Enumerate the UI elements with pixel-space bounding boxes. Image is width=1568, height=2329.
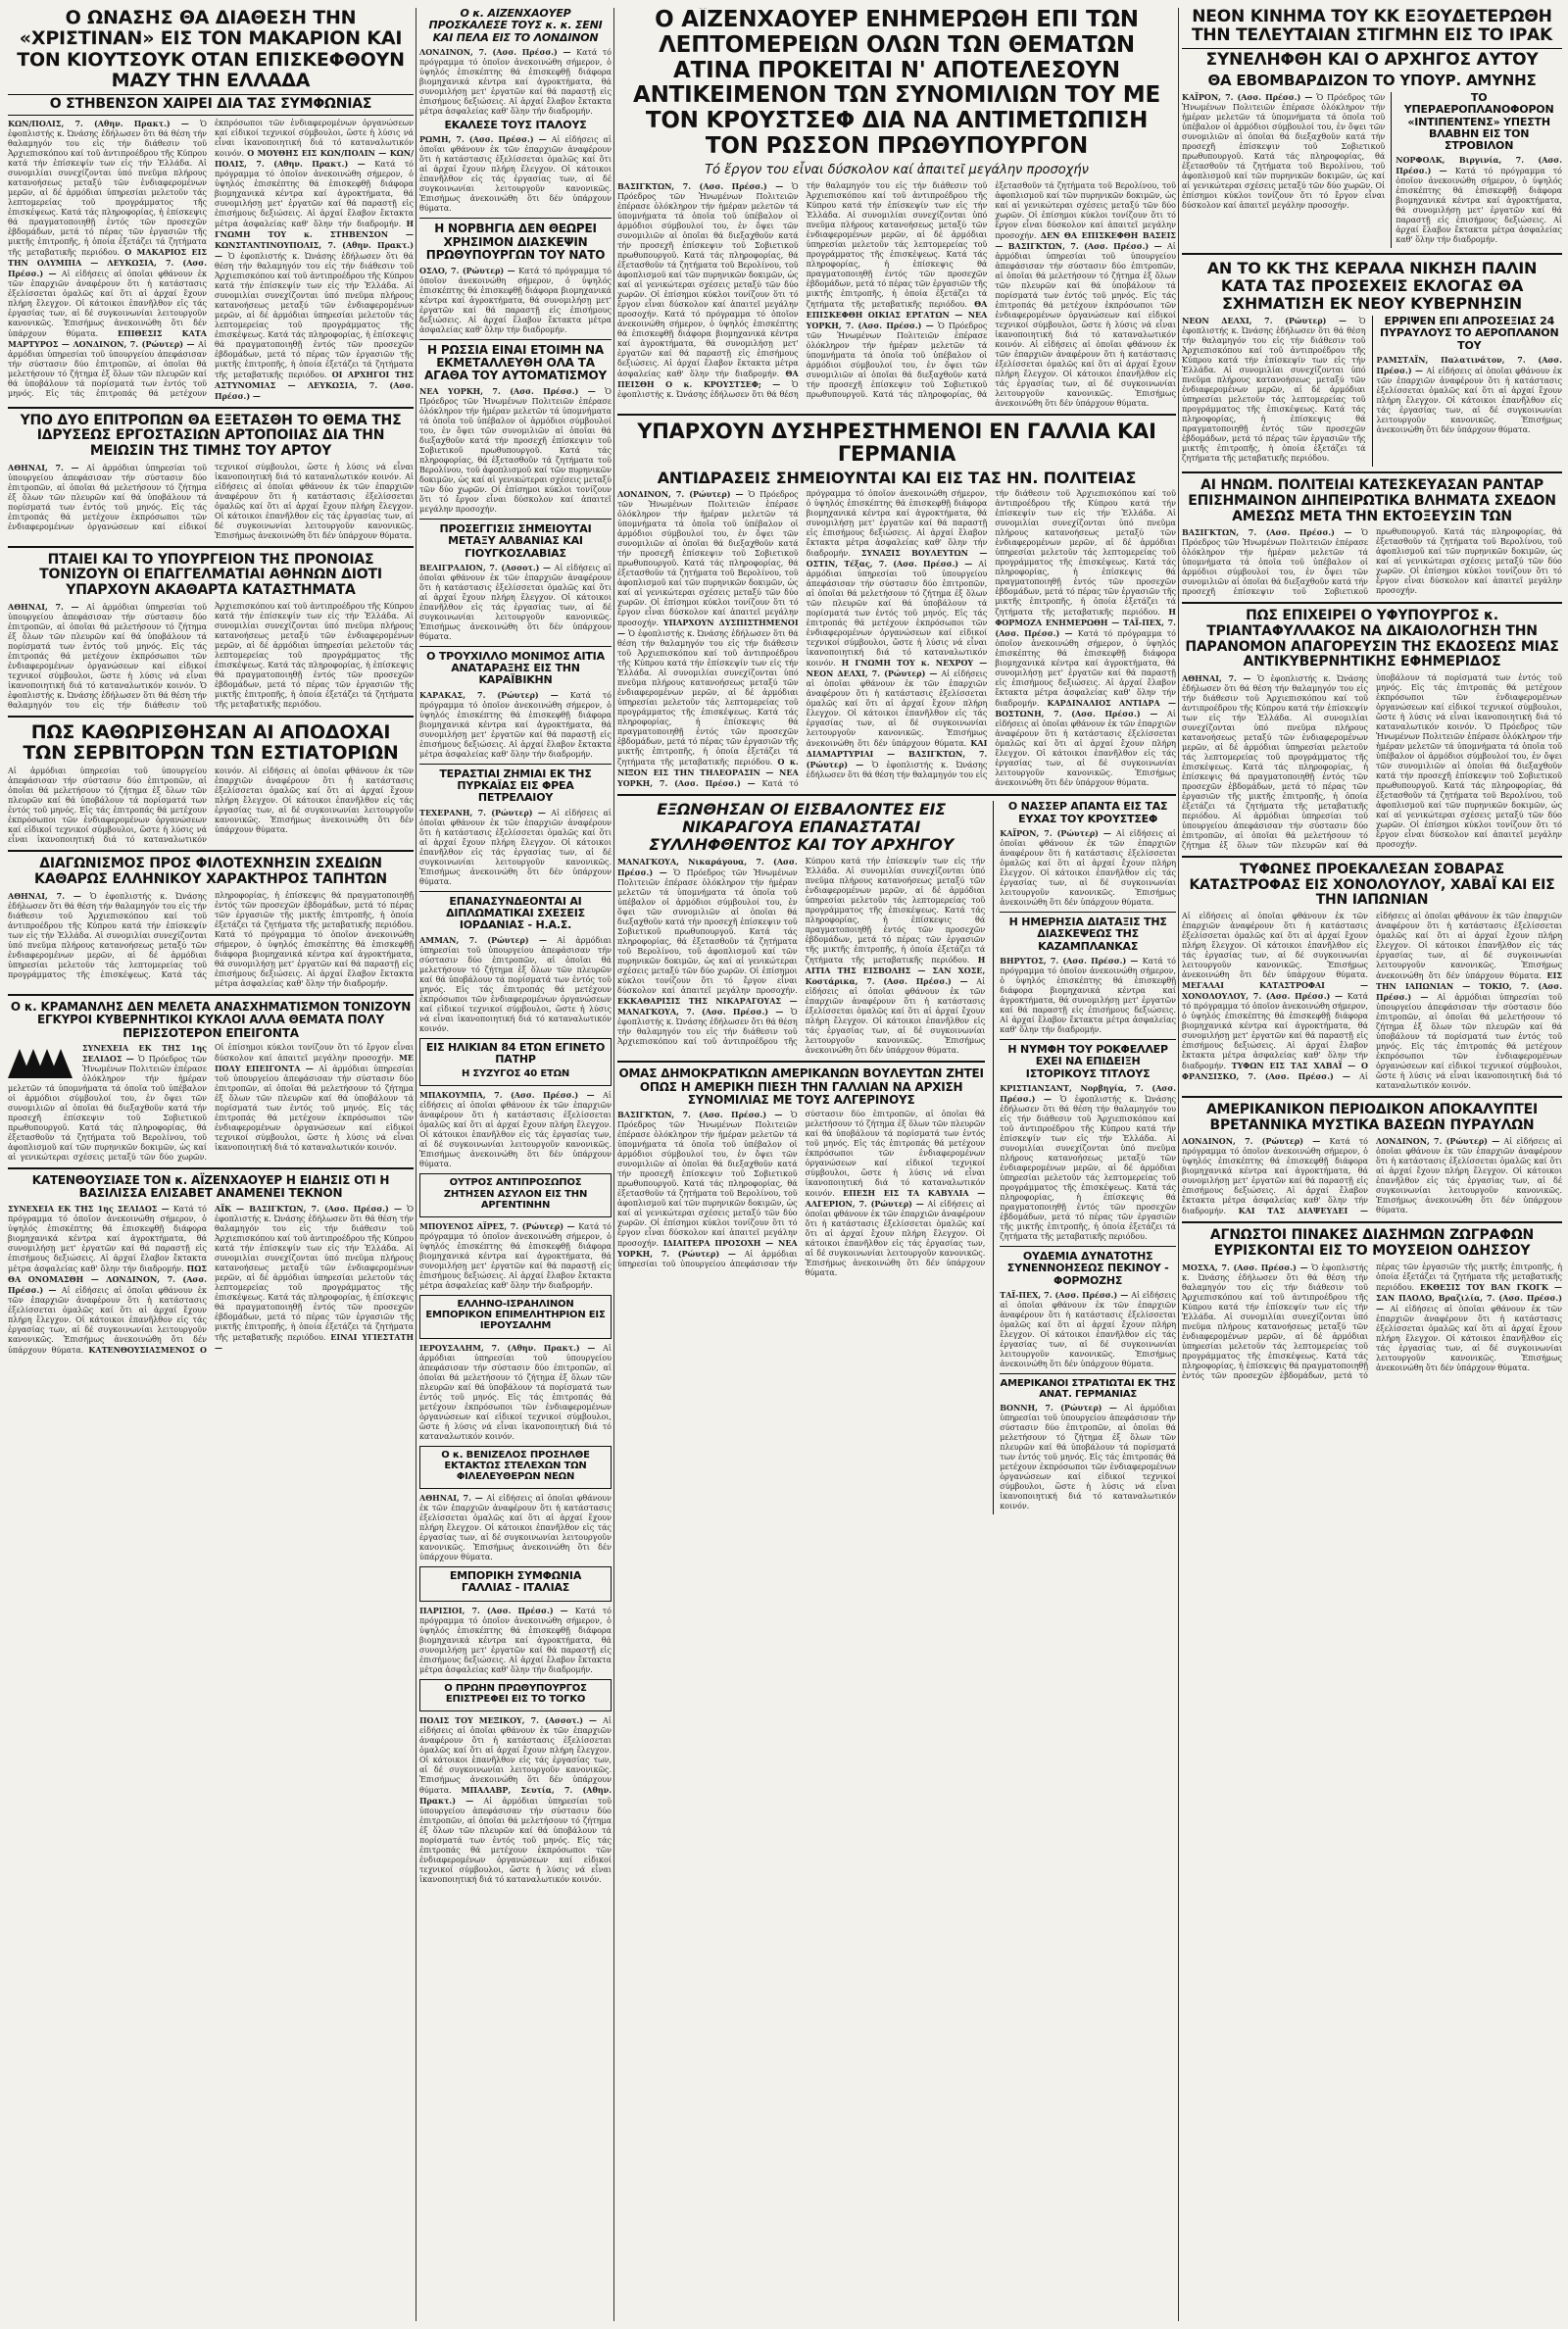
divider (419, 764, 612, 765)
article-body (8, 463, 414, 541)
section-heading: ΚΑΤΕΝΘΟΥΣΙΑΣΜΕΝΟΣ Ο ΑΪΚ — (88, 1203, 250, 1355)
divider (419, 339, 612, 340)
boxed-story (419, 1566, 612, 1602)
article-text: Αἱ εἰδήσεις αἱ ὁποῖαι φθάνουν ἐκ τῶν ἐπαρχιῶν ἀναφέρουν ὅτι ἡ κατάστασις ἐξελίσσεται ὁμαλῶς καί ὅτι αἱ ἀρχαί ἔχουν πλήρη ἔλεγχον. Οἱ κάτοικοι ἐπανῆλθον εἰς τάς ἐργασίας των, αἱ δέ συγκοινωνίαι λειτουργοῦν κανονικῶς. Ἐπισήμως ἀνεκοινώθη ὅτι δέν ὑπάρχουν θύματα. (1359, 911, 1562, 1081)
article-text: Αἱ ἀρμόδιαι ὑπηρεσίαι τοῦ ὑπουργείου ἀπεφάσισαν τήν σύστασιν δύο ἐπιτροπῶν, αἱ ὁποῖαι θά μελετήσουν τό ζήτημα ἐξ ὅλων τῶν πλευρῶν καί θά ὑποβάλουν τά πορίσματά των ἐντός τοῦ μηνός. Εἰς τάς ἐπιτροπάς θά μετέχουν ἐκπρόσωποι τῶν ἐνδιαφερομένων ὀργανώσεων καί εἰδικοί τεχνικοί σύμβουλοι, ὥστε ἡ λύσις νά εἶναι ἱκανοποιητική διά τό καταναλωτικόν κοινόν. (419, 1797, 612, 1885)
article-body (1000, 1403, 1176, 1511)
section-heading: ΜΕ ΠΟΛΥ ΕΠΕΙΓΟΝΤΑ — (215, 1052, 414, 1073)
headline-israel-chamber: ΕΛΛΗΝΟ-ΙΣΡΑΗΛΙΝΟΝ ΕΜΠΟΡΙΚΟΝ ΕΠΙΜΕΛΗΤΗΡΙΟΝ ΕΙΣ ΙΕΡΟΥΣΑΛΗΜ (425, 1299, 606, 1332)
article-text: Ὁ Πρόεδρος τῶν Ἡνωμένων Πολιτειῶν ἐπέρασε ὁλόκληρον τήν ἡμέραν μελετῶν τά ὑπομνήματα τά ὁποῖα τοῦ ὑπέβαλον οἱ ἁρμόδιοι σύμβουλοί του, ἐν ὄψει τῶν συνομιλιῶν αἱ ὁποῖαι θά διεξαχθοῦν κατά τήν προσεχῆ ἐπίσκεψιν τοῦ Σοβιετικοῦ πρωθυπουργοῦ. Κατά τάς πληροφορίας, θά ἐξετασθοῦν τά ζητήματα τοῦ Βερολίνου, τοῦ ἀφοπλισμοῦ καί τῶν πυρηνικῶν δοκιμῶν, ὡς καί αἱ γενικώτεραι σχέσεις μεταξύ τῶν δύο χωρῶν. Οἱ ἐπίσημοι κύκλοι τονίζουν ὅτι τό ἔργον εἶναι δύσκολον καί ἀπαιτεῖ μεγάλην προσοχήν. (8, 1042, 414, 1162)
article-text: Αἱ ἀρμόδιαι ὑπηρεσίαι τοῦ ὑπουργείου ἀπεφάσισαν τήν σύστασιν δύο ἐπιτροπῶν, αἱ ὁποῖαι θά μελετήσουν τό ζήτημα ἐξ ὅλων τῶν πλευρῶν καί θά ὑποβάλουν τά πορίσματά των ἐντός τοῦ μηνός. Εἰς τάς ἐπιτροπάς θά μετέχουν ἐκπρόσωποι τῶν ἐνδιαφερομένων ὀργανώσεων καί εἰδικοί τεχνικοί σύμβουλοι, ὥστε ἡ λύσις νά εἶναι ἱκανοποιητική διά τό καταναλωτικόν κοινόν. (8, 462, 414, 531)
dateline: ΜΟΣΧΑ, 7. (Ασσ. Πρέσσ.) — (1182, 1262, 1312, 1272)
article-body (8, 767, 414, 845)
article-text: Ὁ Πρόεδρος τῶν Ἡνωμένων Πολιτειῶν ἐπέρασε ὁλόκληρον τήν ἡμέραν μελετῶν τά ὑπομνήματα τά ὁποῖα τοῦ ὑπέβαλον οἱ ἁρμόδιοι σύμβουλοί του, ἐν ὄψει τῶν συνομιλιῶν αἱ ὁποῖαι θά διεξαχθοῦν κατά τήν προσεχῆ ἐπίσκεψιν τοῦ Σοβιετικοῦ πρωθυπουργοῦ. Κατά τάς πληροφορίας, θά ἐξετασθοῦν τά ζητήματα τοῦ Βερολίνου, τοῦ ἀφοπλισμοῦ καί τῶν πυρηνικῶν δοκιμῶν, ὡς καί αἱ γενικώτεραι σχέσεις μεταξύ τῶν δύο χωρῶν. Οἱ ἐπίσημοι κύκλοι τονίζουν ὅτι τό ἔργον εἶναι δύσκολον καί ἀπαιτεῖ μεγάλην προσοχήν. (617, 1111, 798, 1249)
dateline: ΒΗΡΥΤΟΣ, 7. (Ασσ. Πρέσσ.) — (1000, 956, 1143, 966)
dateline: ΑΘΗΝΑΙ, 7. — (1182, 672, 1258, 683)
column-3 (617, 8, 1176, 1514)
headline-missile-bases: ΑΜΕΡΙΚΑΝΙΚΟΝ ΠΕΡΙΟΔΙΚΟΝ ΑΠΟΚΑΛΥΠΤΕΙ ΒΡΕΤΑΝΝΙΚΑ ΜΥΣΤΙΚΑ ΒΑΣΕΩΝ ΠΥΡΑΥΛΩΝ (1206, 1101, 1538, 1133)
article-text: Αἱ ἀρμόδιαι ὑπηρεσίαι τοῦ ὑπουργείου ἀπεφάσισαν τήν σύστασιν δύο ἐπιτροπῶν, αἱ ὁποῖαι θά μελετήσουν τό ζήτημα ἐξ ὅλων τῶν πλευρῶν καί θά ὑποβάλουν τά πορίσματά των ἐντός τοῦ μηνός. Εἰς τάς ἐπιτροπάς θά μετέχουν ἐκπρόσωποι τῶν ἐνδιαφερομένων ὀργανώσεων καί εἰδικοί τεχνικοί σύμβουλοι, ὥστε ἡ λύσις νά εἶναι ἱκανοποιητική διά τό καταναλωτικόν κοινόν. (1182, 672, 1562, 850)
article-text: Αἱ εἰδήσεις αἱ ὁποῖαι φθάνουν ἐκ τῶν ἐπαρχιῶν ἀναφέρουν ὅτι ἡ κατάστασις ἐξελίσσεται ὁμαλῶς καί ὅτι αἱ ἀρχαί ἔχουν πλήρη ἔλεγχον. Οἱ κάτοικοι ἐπανῆλθον εἰς τάς ἐργασίας των, αἱ δέ συγκοινωνίαι λειτουργοῦν κανονικῶς. Ἐπισήμως ἀνεκοινώθη ὅτι δέν ὑπάρχουν θύματα. (419, 563, 612, 641)
divider (8, 1167, 414, 1169)
dateline: ΒΟΣΤΩΝΗ, 7. (Ασσ. Πρέσσ.) — (995, 709, 1168, 719)
article-body (617, 181, 1176, 409)
headline-nicaragua: ΕΞΩΝΘΗΣΑΝ ΟΙ ΕΙΣΒΑΛΟΝΤΕΣ ΕΙΣ ΝΙΚΑΡΑΓΟΥΑ ΕΠΑΝΑΣΤΑΤΑΙ ΣΥΛΛΗΦΘΕΝΤΟΣ ΚΑΙ ΤΟΥ ΑΡΧΗΓΟΥ (649, 800, 955, 855)
article-text: Κατά τό πρόγραμμα τό ὁποῖον ἀνεκοινώθη σήμερον, ὁ ὑψηλός ἐπισκέπτης θά ἐπισκεφθῇ διάφορα βιομηχανικά κέντρα καί ἀγροκτήματα, θά συνομιλήσῃ μετ' ἐργατῶν καί θά παραστῇ εἰς ἐπισήμους δεξιώσεις. Αἱ ἀρχαί ἔλαβον ἔκτακτα μέτρα ἀσφαλείας καθ' ὅλην τήν διαδρομήν. (617, 309, 799, 378)
headline-invites: Ο κ. ΑΪΖΕΝΧΑΟΥΕΡ ΠΡΟΣΚΑΛΕΣΕ ΤΟΥΣ κ. κ. ΣΕΝΙ ΚΑΙ ΠΕΛΑ ΕΙΣ ΤΟ ΛΟΝΔΙΝΟΝ (428, 8, 603, 44)
article-text: Αἱ εἰδήσεις αἱ ὁποῖαι φθάνουν ἐκ τῶν ἐπαρχιῶν ἀναφέρουν ὅτι ἡ κατάστασις ἐξελίσσεται ὁμαλῶς καί ὅτι αἱ ἀρχαί ἔχουν πλήρη ἔλεγχον. Οἱ κάτοικοι ἐπανῆλθον εἰς τάς ἐργασίας των, αἱ δέ συγκοινωνίαι λειτουργοῦν κανονικῶς. Ἐπισήμως ἀνεκοινώθη ὅτι δέν ὑπάρχουν θύματα. (419, 1091, 612, 1169)
dateline: ΒΟΝΝΗ, 7. (Ρώυτερ) — (1000, 1403, 1125, 1413)
headline-welfare: ΠΤΑΙΕΙ ΚΑΙ ΤΟ ΥΠΟΥΡΓΕΙΟΝ ΤΗΣ ΠΡΟΝΟΙΑΣ ΤΟΝΙΖΟΥΝ ΟΙ ΕΠΑΓΓΕΛΜΑΤΙΑΙ ΑΘΗΝΩΝ ΔΙΟΤΙ ΥΠΑΡΧΟΥΝ ΑΚΑΘΑΡΤΑ ΚΑΤΑΣΤΗΜΑΤΑ (39, 551, 382, 599)
dateline: ΝΕΟΝ ΔΕΛΧΙ, 7. (Ρώυτερ) — (1182, 316, 1359, 326)
dateline: ΝΕΑ ΥΟΡΚΗ, 7. (Ασσ. Πρέσσ.) — (806, 309, 988, 330)
dateline: ΒΑΣΙΓΚΤΩΝ, 7. (Ρώυτερ) — (806, 749, 988, 770)
article-body (419, 1493, 612, 1562)
section-heading: ΣΥΝΑΞΙΣ ΒΟΥΛΕΥΤΩΝ — (860, 548, 988, 559)
article-text: Ὁ ἐφοπλιστής κ. Ὠνάσης ἐδήλωσεν ὅτι θά θέση τήν θαλαμηγόν του εἰς τήν διάθεσιν τοῦ Ἀρχιεπισκόπου καί τοῦ ἀντιπροέδρου τῆς Κύπρου κατά τήν ἐπίσκεψίν των εἰς τήν Ἑλλάδα. Αἱ συνομιλίαι συνεχίζονται ὑπό πνεῦμα πλήρους κατανοήσεως μεταξύ τῶν ἐνδιαφερομένων μερῶν, αἱ δέ ἀρμόδιαι ὑπηρεσίαι μελετοῦν τάς λεπτομερείας τοῦ προγράμματος τῆς ἐπισκέψεως. Κατά τάς πληροφορίας, ἡ ἐπίσκεψις θά πραγματοποιηθῇ ἐντός τῶν προσεχῶν ἑβδομάδων, μετά τό πέρας τῶν ἐργασιῶν τῆς μικτῆς ἐπιτροπῆς, ἡ ὁποία ἐξετάζει τά ζητήματα τῆς μεταβατικῆς περιόδου. (8, 890, 414, 979)
section-heading: ΘΑ ΕΠΙΣΚΕΦΘΗ ΟΙΚΙΑΣ ΕΡΓΑΤΩΝ — (806, 298, 988, 320)
article-text: Αἱ εἰδήσεις αἱ ὁποῖαι φθάνουν ἐκ τῶν ἐπαρχιῶν ἀναφέρουν ὅτι ἡ κατάστασις ἐξελίσσεται ὁμαλῶς καί ὅτι αἱ ἀρχαί ἔχουν πλήρη ἔλεγχον. Οἱ κάτοικοι ἐπανῆλθον εἰς τάς ἐργασίας των, αἱ δέ συγκοινωνίαι λειτουργοῦν κανονικῶς. Ἐπισήμως ἀνεκοινώθη ὅτι δέν ὑπάρχουν θύματα. (419, 1716, 612, 1796)
article-text: Αἱ εἰδήσεις αἱ ὁποῖαι φθάνουν ἐκ τῶν ἐπαρχιῶν ἀναφέρουν ὅτι ἡ κατάστασις ἐξελίσσεται ὁμαλῶς καί ὅτι αἱ ἀρχαί ἔχουν πλήρη ἔλεγχον. Οἱ κάτοικοι ἐπανῆλθον εἰς τάς ἐργασίας των, αἱ δέ συγκοινωνίαι λειτουργοῦν κανονικῶς. Ἐπισήμως ἀνεκοινώθη ὅτι δέν ὑπάρχουν θύματα. (1000, 1290, 1176, 1368)
dateline: ΒΑΣΙΓΚΤΩΝ, 7. (Ασσ. Πρέσσ.) — (249, 1203, 408, 1214)
boxed-story (419, 1173, 612, 1217)
column-1 (8, 8, 414, 1359)
article-text: Αἱ εἰδήσεις αἱ ὁποῖαι φθάνουν ἐκ τῶν ἐπαρχιῶν ἀναφέρουν ὅτι ἡ κατάστασις ἐξελίσσεται ὁμαλῶς καί ὅτι αἱ ἀρχαί ἔχουν πλήρη ἔλεγχον. Οἱ κάτοικοι ἐπανῆλθον εἰς τάς ἐργασίας των, αἱ δέ συγκοινωνίαι λειτουργοῦν κανονικῶς. Ἐπισήμως ἀνεκοινώθη ὅτι δέν ὑπάρχουν θύματα. (1182, 911, 1368, 979)
divider (419, 646, 612, 647)
dateline: ΑΘΗΝΑΙ, 7. — (8, 890, 90, 901)
dateline: ΑΛΓΕΡΙΟΝ, 7. (Ρώυτερ) — (805, 1199, 928, 1210)
headline-kerala: ΑΝ ΤΟ ΚΚ ΤΗΣ ΚΕΡΑΛΑ ΝΙΚΗΣΗ ΠΑΛΙΝ ΚΑΤΑ ΤΑΣ ΠΡΟΣΕΧΕΙΣ ΕΚΛΟΓΑΣ ΘΑ ΣΧΗΜΑΤΙΣΗ ΕΚ ΝΕΟΥ ΚΥΒΕΡΝΗΣΙΝ (1206, 259, 1538, 314)
subhead: Η ΣΥΖΥΓΟΣ 40 ΕΤΩΝ (461, 1068, 570, 1080)
lead-subheading: Τό ἔργον του εἶναι δύσκολον καί ἀπαιτεῖ μεγάλην προσοχήν (705, 162, 1089, 177)
article-text: Αἱ ἀρμόδιαι ὑπηρεσίαι τοῦ ὑπουργείου ἀπεφάσισαν τήν σύστασιν δύο ἐπιτροπῶν, αἱ ὁποῖαι θά μελετήσουν τό ζήτημα ἐξ ὅλων τῶν πλευρῶν καί θά ὑποβάλουν τά πορίσματά των ἐντός τοῦ μηνός. Εἰς τάς ἐπιτροπάς θά μετέχουν ἐκπρόσωποι τῶν ἐνδιαφερομένων ὀργανώσεων καί εἰδικοί τεχνικοί σύμβουλοι, ὥστε ἡ λύσις νά εἶναι ἱκανοποιητική διά τό καταναλωτικόν κοινόν. (215, 1064, 414, 1152)
section-heading: ΔΕΝ ΘΑ ΕΠΙΣΚΕΦΘΗ ΒΑΣΕΙΣ — (995, 229, 1176, 251)
section-heading: ΚΑΙ ΔΙΑΜΑΡΤΥΡΙΑΙ — (806, 738, 988, 760)
divider (1182, 856, 1562, 858)
divider (1182, 602, 1562, 604)
headline-jordan: ΕΠΑΝΑΣΥΝΔΕΟΝΤΑΙ ΑΙ ΔΙΠΛΩΜΑΤΙΚΑΙ ΣΧΕΣΕΙΣ ΙΟΡΔΑΝΙΑΣ - Η.Α.Σ. (446, 894, 585, 932)
dateline: ΚΩΝ/ΠΟΛΙΣ, 7. (Αθην. Πρακτ.) — (8, 118, 201, 128)
section-heading: ΕΠΙΘΕΣΙΣ ΚΑΤΑ ΜΑΡΤΥΡΟΣ — (8, 327, 208, 349)
article-text: Αἱ ἀρμόδιαι ὑπηρεσίαι τοῦ ὑπουργείου ἀπεφάσισαν τήν σύστασιν δύο ἐπιτροπῶν, αἱ ὁποῖαι θά μελετήσουν τό ζήτημα ἐξ ὅλων τῶν πλευρῶν καί θά ὑποβάλουν τά πορίσματά των ἐντός τοῦ μηνός. Εἰς τάς ἐπιτροπάς θά μετέχουν ἐκπρόσωποι τῶν ἐνδιαφερομένων ὀργανώσεων καί εἰδικοί τεχνικοί σύμβουλοι, ὥστε ἡ λύσις νά εἶναι ἱκανοποιητική διά τό καταναλωτικόν κοινόν. (1000, 1404, 1176, 1511)
dateline: ΤΕΧΕΡΑΝΗ, 7. (Ρώυτερ) — (419, 807, 552, 818)
carrier-story (1391, 92, 1562, 249)
dateline: ΤΑΪ-ΠΕΧ, 7. (Ασσ. Πρέσσ.) — (1000, 1289, 1132, 1300)
article-text: Κατά τό πρόγραμμα τό ὁποῖον ἀνεκοινώθη σήμερον, ὁ ὑψηλός ἐπισκέπτης θά ἐπισκεφθῇ διάφορα βιομηχανικά κέντρα καί ἀγροκτήματα, θά συνομιλήσῃ μετ' ἐργατῶν καί θά παραστῇ εἰς ἐπισήμους δεξιώσεις. Αἱ ἀρχαί ἔλαβον ἔκτακτα μέτρα ἀσφαλείας καθ' ὅλην τήν διαδρομήν. (419, 47, 612, 116)
headline-waiters: ΠΩΣ ΚΑΘΩΡΙΣΘΗΣΑΝ ΑΙ ΑΠΟΔΟΧΑΙ ΤΩΝ ΣΕΡΒΙΤΟΡΩΝ ΤΩΝ ΕΣΤΙΑΤΟΡΙΩΝ (23, 720, 399, 765)
headline-elizabeth: ΚΑΤΕΝΘΟΥΣΙΑΣΕ ΤΟΝ κ. ΑΪΖΕΝΧΑΟΥΕΡ Η ΕΙΔΗΣΙΣ ΟΤΙ Η ΒΑΣΙΛΙΣΣΑ ΕΛΙΣΑΒΕΤ ΑΝΑΜΕΝΕΙ ΤΕΚΝΟΝ (31, 1172, 390, 1201)
subhead-stevenson: Ο ΣΤΗΒΕΝΣΟΝ ΧΑΙΡΕΙ ΔΙΑ ΤΑΣ ΣΥΜΦΩΝΙΑΣ (8, 94, 414, 116)
dateline: ΛΟΝΔΙΝΟΝ, 7. (Ρώυτερ) — (1182, 1136, 1330, 1147)
subhead: ΕΚΑΛΕΣΕ ΤΟΥΣ ΙΤΑΛΟΥΣ (444, 118, 587, 131)
divider (617, 1061, 985, 1063)
headline-carpets: ΔΙΑΓΩΝΙΣΜΟΣ ΠΡΟΣ ΦΙΛΟΤΕΧΝΗΣΙΝ ΣΧΕΔΙΩΝ ΚΑΘΑΡΩΣ ΕΛΛΗΝΙΚΟΥ ΧΑΡΑΚΤΗΡΟΣ ΤΑΠΗΤΩΝ (34, 856, 387, 887)
headline-triantafyllakos: ΠΩΣ ΕΠΙΧΕΙΡΕΙ Ο ΥΦΥΠΟΥΡΓΟΣ κ. ΤΡΙΑΝΤΑΦΥΛΛΑΚΟΣ ΝΑ ΔΙΚΑΙΟΛΟΓΗΣΗ ΤΗΝ ΠΑΡΑΝΟΜΟΝ ΑΠΑΓΟΡΕΥΣΙΝ ΤΗΣ ΕΚΔΟΣΕΩΣ ΜΙΑΣ ΑΝΤΙΚΥΒΕΡΝΗΤΙΚΗΣ ΕΦΗΜΕΡΙΔΟΣ (1185, 608, 1559, 670)
article-text: Κατά τό πρόγραμμα τό ὁποῖον ἀνεκοινώθη σήμερον, ὁ ὑψηλός ἐπισκέπτης θά ἐπισκεφθῇ διάφορα βιομηχανικά κέντρα καί ἀγροκτήματα, θά συνομιλήσῃ μετ' ἐργατῶν καί θά παραστῇ εἰς ἐπισήμους δεξιώσεις. Αἱ ἀρχαί ἔλαβον ἔκτακτα μέτρα ἀσφαλείας καθ' ὅλην τήν διαδρομήν. (1000, 957, 1176, 1034)
headline-algeria: ΟΜΑΣ ΔΗΜΟΚΡΑΤΙΚΩΝ ΑΜΕΡΙΚΑΝΩΝ ΒΟΥΛΕΥΤΩΝ ΖΗΤΕΙ ΟΠΩΣ Η ΑΜΕΡΙΚΗ ΠΙΕΣΗ ΤΗΝ ΓΑΛΛΙΑΝ ΝΑ ΑΡΧΙΣΗ ΣΥΝΟΜΙΛΙΑΣ ΜΕ ΤΟΥΣ ΑΛΓΕΡΙΝΟΥΣ (618, 1066, 984, 1108)
article-text: Ὁ Πρόεδρος τῶν Ἡνωμένων Πολιτειῶν ἐπέρασε ὁλόκληρον τήν ἡμέραν μελετῶν τά ὑπομνήματα τά ὁποῖα τοῦ ὑπέβαλον οἱ ἁρμόδιοι σύμβουλοί του, ἐν ὄψει τῶν συνομιλιῶν αἱ ὁποῖαι θά διεξαχθοῦν κατά τήν προσεχῆ ἐπίσκεψιν τοῦ Σοβιετικοῦ πρωθυπουργοῦ. Κατά τάς πληροφορίας, θά ἐξετασθοῦν τά ζητήματα τοῦ Βερολίνου, τοῦ ἀφοπλισμοῦ καί τῶν πυρηνικῶν δοκιμῶν, ὡς καί αἱ γενικώτεραι σχέσεις μεταξύ τῶν δύο χωρῶν. Οἱ ἐπίσημοι κύκλοι τονίζουν ὅτι τό ἔργον εἶναι δύσκολον καί ἀπαιτεῖ μεγάλην προσοχήν. (617, 181, 799, 319)
article-body (1182, 1136, 1562, 1216)
headline-carrier: ΤΟ ΥΠΕΡΑΕΡΟΠΛΑΝΟΦΟΡΟΝ «ΙΝΤΙΠΕΝΤΕΝΣ» ΥΠΕΣΤΗ ΒΛΑΒΗΝ ΕΙΣ ΤΟΝ ΣΤΡΟΒΙΛΟΝ (1403, 90, 1554, 153)
dateline: ΣΑΝ ΧΟΣΕ, Κοστάρικα, 7. (Ασσ. Πρέσσ.) — (805, 966, 986, 987)
article-body (419, 1606, 612, 1675)
dateline: ΟΣΛΟ, 7. (Ρώυτερ) — (419, 265, 519, 275)
headline-rockets: ΕΡΡΙΨΕΝ ΕΠΙ ΑΠΡΟΣΕΞΙΑΣ 24 ΠΥΡΑΥΛΟΥΣ ΤΟ ΑΕΡΟΠΛΑΝΟΝ ΤΟΥ (1380, 315, 1559, 352)
article-text: Κατά τό πρόγραμμα τό ὁποῖον ἀνεκοινώθη σήμερον, ὁ ὑψηλός ἐπισκέπτης θά ἐπισκεφθῇ διάφορα βιομηχανικά κέντρα καί ἀγροκτήματα, θά συνομιλήσῃ μετ' ἐργατῶν καί θά παραστῇ εἰς ἐπισήμους δεξιώσεις. Αἱ ἀρχαί ἔλαβον ἔκτακτα μέτρα ἀσφαλείας καθ' ὅλην τήν διαδρομήν. (419, 690, 612, 759)
article-body (617, 489, 1176, 789)
divider (1182, 1096, 1562, 1098)
article-text: Ὁ ἐφοπλιστής κ. Ὠνάσης ἐδήλωσεν ὅτι θά θέση τήν θαλαμηγόν του εἰς τήν διάθεσιν τοῦ Ἀρχιεπισκόπου καί τοῦ ἀντιπροέδρου τῆς Κύπρου κατά τήν ἐπίσκεψίν των εἰς τήν Ἑλλάδα. Αἱ συνομιλίαι συνεχίζονται ὑπό πνεῦμα πλήρους κατανοήσεως μεταξύ τῶν ἐνδιαφερομένων μερῶν, αἱ δέ ἀρμόδιαι ὑπηρεσίαι μελετοῦν τάς λεπτομερείας τοῦ προγράμματος τῆς ἐπισκέψεως. Κατά τάς πληροφορίας, ἡ ἐπίσκεψις θά πραγματοποιηθῇ ἐντός τῶν προσεχῶν ἑβδομάδων, μετά τό πέρας τῶν ἐργασιῶν τῆς μικτῆς ἐπιτροπῆς, ἡ ὁποία ἐξετάζει τά ζητήματα τῆς μεταβατικῆς περιόδου. (1182, 1262, 1562, 1380)
article-body (419, 47, 612, 117)
headline-discontent: ΥΠΑΡΧΟΥΝ ΔΥΣΗΡΕΣΤΗΜΕΝΟΙ ΕΝ ΓΑΛΛΙΑ ΚΑΙ ΓΕΡΜΑΝΙΑ (637, 419, 1156, 467)
article-body (419, 563, 612, 642)
article-text: Αἱ εἰδήσεις αἱ ὁποῖαι φθάνουν ἐκ τῶν ἐπαρχιῶν ἀναφέρουν ὅτι ἡ κατάστασις ἐξελίσσεται ὁμαλῶς καί ὅτι αἱ ἀρχαί ἔχουν πλήρη ἔλεγχον. Οἱ κάτοικοι ἐπανῆλθον εἰς τάς ἐργασίας των, αἱ δέ συγκοινωνίαι λειτουργοῦν κανονικῶς. Ἐπισήμως ἀνεκοινώθη ὅτι δέν ὑπάρχουν θύματα. (8, 269, 207, 338)
article-text: Αἱ εἰδήσεις αἱ ὁποῖαι φθάνουν ἐκ τῶν ἐπαρχιῶν ἀναφέρουν ὅτι ἡ κατάστασις ἐξελίσσεται ὁμαλῶς καί ὅτι αἱ ἀρχαί ἔχουν πλήρη ἔλεγχον. Οἱ κάτοικοι ἐπανῆλθον εἰς τάς ἐργασίας των, αἱ δέ συγκοινωνίαι λειτουργοῦν κανονικῶς. Ἐπισήμως ἀνεκοινώθη ὅτι δέν ὑπάρχουν θύματα. (806, 669, 988, 749)
headline-togo: Ο ΠΡΩΗΝ ΠΡΩΘΥΠΟΥΡΓΟΣ ΕΠΙΣΤΡΕΦΕΙ ΕΙΣ ΤΟ ΤΟΓΚΟ (444, 1682, 587, 1705)
column-rule (1178, 8, 1179, 2321)
dateline: ΛΟΝΔΙΝΟΝ, 7. (Ασσ. Πρέσσ.) — (8, 1273, 208, 1295)
article-text: Αἱ ἀρμόδιαι ὑπηρεσίαι τοῦ ὑπουργείου ἀπεφάσισαν τήν σύστασιν δύο ἐπιτροπῶν, αἱ ὁποῖαι θά μελετήσουν τό ζήτημα ἐξ ὅλων τῶν πλευρῶν καί θά ὑποβάλουν τά πορίσματά των ἐντός τοῦ μηνός. Εἰς τάς ἐπιτροπάς θά μετέχουν ἐκπρόσωποι τῶν ἐνδιαφερομένων ὀργανώσεων καί εἰδικοί τεχνικοί σύμβουλοι, ὥστε ἡ λύσις νά εἶναι ἱκανοποιητική διά τό καταναλωτικόν κοινόν. (419, 935, 612, 1033)
boxed-story (419, 1446, 612, 1490)
headline-iraq: ΝΕΟΝ ΚΙΝΗΜΑ ΤΟΥ ΚΚ ΕΞΟΥΔΕΤΕΡΩΘΗ ΤΗΝ ΤΕΛΕΥΤΑΙΑΝ ΣΤΙΓΜΗΝ ΕΙΣ ΤΟ ΙΡΑΚ (1191, 8, 1553, 46)
kerala-row (1182, 316, 1562, 467)
headline-onassis: Ο ΩΝΑΣΗΣ ΘΑ ΔΙΑΘΕΣΗ ΤΗΝ «ΧΡΙΣΤΙΝΑΝ» ΕΙΣ ΤΟΝ ΜΑΚΑΡΙΟΝ ΚΑΙ ΤΟΝ ΚΙΟΥΤΣΟΥΚ ΟΤΑΝ ΕΠΙΣΚΕΦΘΟΥΝ ΜΑΖΥ ΤΗΝ ΕΛΛΑΔΑ (17, 8, 405, 91)
dateline: ΛΟΝΔΙΝΟΝ, 7. (Ρώυτερ) — (617, 489, 749, 500)
article-text: Αἱ εἰδήσεις αἱ ὁποῖαι φθάνουν ἐκ τῶν ἐπαρχιῶν ἀναφέρουν ὅτι ἡ κατάστασις ἐξελίσσεται ὁμαλῶς καί ὅτι αἱ ἀρχαί ἔχουν πλήρη ἔλεγχον. Οἱ κάτοικοι ἐπανῆλθον εἰς τάς ἐργασίας των, αἱ δέ συγκοινωνίαι λειτουργοῦν κανονικῶς. Ἐπισήμως ἀνεκοινώθη ὅτι δέν ὑπάρχουν θύματα. (215, 471, 414, 540)
rockets-story (1372, 316, 1562, 467)
subheadline-ministry: ΘΑ ΕΒΟΜΒΑΡΔΙΖΟΝ ΤΟ ΥΠΟΥΡ. ΑΜΥΝΗΣ (1207, 72, 1537, 90)
article-body (419, 1715, 612, 1885)
subheadline-leader: ΣΥΝΕΛΗΦΘΗ ΚΑΙ Ο ΑΡΧΗΓΟΣ ΑΥΤΟΥ (1182, 48, 1562, 70)
article-body (419, 1343, 612, 1442)
article-text: Ὁ ἐφοπλιστής κ. Ὠνάσης ἐδήλωσεν ὅτι θά θέση τήν θαλαμηγόν του εἰς τήν διάθεσιν τοῦ Ἀρχιεπισκόπου καί τοῦ ἀντιπροέδρου τῆς Κύπρου κατά τήν ἐπίσκεψίν των εἰς τήν Ἑλλάδα. Αἱ συνομιλίαι συνεχίζονται ὑπό πνεῦμα πλήρους κατανοήσεως μεταξύ τῶν ἐνδιαφερομένων μερῶν, αἱ δέ ἀρμόδιαι ὑπηρεσίαι μελετοῦν τάς λεπτομερείας τοῦ προγράμματος τῆς ἐπισκέψεως. Κατά τάς πληροφορίας, ἡ ἐπίσκεψις θά πραγματοποιηθῇ ἐντός τῶν προσεχῶν ἑβδομάδων, μετά τό πέρας τῶν ἐργασιῶν τῆς μικτῆς ἐπιτροπῆς, ἡ ὁποία ἐξετάζει τά ζητήματα τῆς μεταβατικῆς περιόδου. (617, 629, 799, 768)
article-text: Ὁ ἐφοπλιστής κ. Ὠνάσης ἐδήλωσεν ὅτι θά θέση τήν θαλαμηγόν του εἰς τήν διάθεσιν τοῦ Ἀρχιεπισκόπου καί τοῦ ἀντιπροέδρου τῆς Κύπρου κατά τήν ἐπίσκεψίν των εἰς τήν Ἑλλάδα. Αἱ συνομιλίαι συνεχίζονται ὑπό πνεῦμα πλήρους κατανοήσεως μεταξύ τῶν ἐνδιαφερομένων μερῶν, αἱ δέ ἀρμόδιαι ὑπηρεσίαι μελετοῦν τάς λεπτομερείας τοῦ προγράμματος τῆς ἐπισκέψεως. Κατά τάς πληροφορίας, ἡ ἐπίσκεψις θά πραγματοποιηθῇ ἐντός τῶν προσεχῶν ἑβδομάδων, μετά τό πέρας τῶν ἐργασιῶν τῆς μικτῆς ἐπιτροπῆς, ἡ ὁποία ἐξετάζει τά ζητήματα τῆς μεταβατικῆς περιόδου. (1182, 317, 1366, 464)
section-heading: Ο κ. ΝΙΞΟΝ ΕΙΣ ΤΗΝ ΤΗΛΕΟΡΑΣΙΝ — (617, 757, 799, 778)
divider (617, 414, 1176, 416)
headline-karamanlis: Ο κ. ΚΡΑΜΑΝΛΗΣ ΔΕΝ ΜΕΛΕΤΑ ΑΝΑΣΧΗΜΑΤΙΣΜΟΝ ΤΟΝΙΖΟΥΝ ΕΓΚΥΡΟΙ ΚΥΒΕΡΝΗΤΙΚΟΙ ΚΥΚΛΟΙ ΑΛΛΑ ΘΕΜΑΤΑ ΠΟΛΥ ΠΕΡΙΣΣΟΤΕΡΟΝ ΕΠΕΙΓΟΝΤΑ (10, 999, 412, 1040)
headline-trade: ΕΜΠΟΡΙΚΗ ΣΥΜΦΩΝΙΑ ΓΑΛΛΙΑΣ - ΙΤΑΛΙΑΣ (449, 1569, 582, 1595)
article-body (8, 602, 414, 711)
article-text: Κατά τό πρόγραμμα τό ὁποῖον ἀνεκοινώθη σήμερον, ὁ ὑψηλός ἐπισκέπτης θά ἐπισκεφθῇ διάφορα βιομηχανικά κέντρα καί ἀγροκτήματα, θά συνομιλήσῃ μετ' ἐργατῶν καί θά παραστῇ εἰς ἐπισήμους δεξιώσεις. Αἱ ἀρχαί ἔλαβον ἔκτακτα μέτρα ἀσφαλείας καθ' ὅλην τήν διαδρομήν. (995, 629, 1176, 709)
article-body (419, 1221, 612, 1291)
article-body (1182, 1263, 1562, 1381)
dateline: ΒΑΣΙΓΚΤΩΝ, 7. (Ασσ. Πρέσσ.) — (1007, 240, 1168, 251)
divider (1000, 912, 1176, 913)
article-text: Ὁ Πρόεδρος τῶν Ἡνωμένων Πολιτειῶν ἐπέρασε ὁλόκληρον τήν ἡμέραν μελετῶν τά ὑπομνήματα τά ὁποῖα τοῦ ὑπέβαλον οἱ ἁρμόδιοι σύμβουλοί του, ἐν ὄψει τῶν συνομιλιῶν αἱ ὁποῖαι θά διεξαχθοῦν κατά τήν προσεχῆ ἐπίσκεψιν τοῦ Σοβιετικοῦ πρωθυπουργοῦ. Κατά τάς πληροφορίας, θά ἐξετασθοῦν τά ζητήματα τοῦ Βερολίνου, τοῦ ἀφοπλισμοῦ καί τῶν πυρηνικῶν δοκιμῶν, ὡς καί αἱ γενικώτεραι σχέσεις μεταξύ τῶν δύο χωρῶν. Οἱ ἐπίσημοι κύκλοι τονίζουν ὅτι τό ἔργον εἶναι δύσκολον καί ἀπαιτεῖ μεγάλην προσοχήν. (419, 386, 612, 514)
dateline: ΧΟΝΟΛΟΥΛΟΥ, 7. (Ασσ. Πρέσσ.) — (1182, 990, 1348, 1001)
dateline: ΛΟΝΔΙΝΟΝ, 7. (Ασσ. Πρέσσ.) — (419, 46, 577, 57)
dateline: ΛΟΝΔΙΝΟΝ, 7. (Ρώυτερ) — (73, 338, 199, 349)
divider (1182, 253, 1562, 255)
article-text: Ὁ Πρόεδρος τῶν Ἡνωμένων Πολιτειῶν ἐπέρασε ὁλόκληρον τήν ἡμέραν μελετῶν τά ὑπομνήματα τά ὁποῖα τοῦ ὑπέβαλον οἱ ἁρμόδιοι σύμβουλοί του, ἐν ὄψει τῶν συνομιλιῶν αἱ ὁποῖαι θά διεξαχθοῦν κατά τήν προσεχῆ ἐπίσκεψιν τοῦ Σοβιετικοῦ πρωθυπουργοῦ. Κατά τάς πληροφορίας, θά ἐξετασθοῦν τά ζητήματα τοῦ Βερολίνου, τοῦ ἀφοπλισμοῦ καί τῶν πυρηνικῶν δοκιμῶν, ὡς καί αἱ γενικώτεραι σχέσεις μεταξύ τῶν δύο χωρῶν. Οἱ ἐπίσημοι κύκλοι τονίζουν ὅτι τό ἔργον εἶναι δύσκολον καί ἀπαιτεῖ μεγάλην προσοχήν. (1376, 721, 1562, 849)
dateline: ΚΩΝ/ΠΟΛΙΣ, 7. (Αθην. Πρακτ.) — (215, 147, 414, 169)
article-text: Ὁ Πρόεδρος τῶν Ἡνωμένων Πολιτειῶν ἐπέρασε ὁλόκληρον τήν ἡμέραν μελετῶν τά ὑπομνήματα τά ὁποῖα τοῦ ὑπέβαλον οἱ ἁρμόδιοι σύμβουλοί του, ἐν ὄψει τῶν συνομιλιῶν αἱ ὁποῖαι θά διεξαχθοῦν κατά τήν προσεχῆ ἐπίσκεψιν τοῦ Σοβιετικοῦ πρωθυπουργοῦ. Κατά τάς πληροφορίας, θά ἐξετασθοῦν τά ζητήματα τοῦ Βερολίνου, τοῦ ἀφοπλισμοῦ καί τῶν πυρηνικῶν δοκιμῶν, ὡς καί αἱ γενικώτεραι σχέσεις μεταξύ τῶν δύο χωρῶν. Οἱ ἐπίσημοι κύκλοι τονίζουν ὅτι τό ἔργον εἶναι δύσκολον καί ἀπαιτεῖ μεγάλην προσοχήν. (617, 868, 798, 996)
article-text: Κατά τό πρόγραμμα τό ὁποῖον ἀνεκοινώθη σήμερον, ὁ ὑψηλός ἐπισκέπτης θά ἐπισκεφθῇ διάφορα βιομηχανικά κέντρα καί ἀγροκτήματα, θά συνομιλήσῃ μετ' ἐργατῶν καί θά παραστῇ εἰς ἐπισήμους δεξιώσεις. Αἱ ἀρχαί ἔλαβον ἔκτακτα μέτρα ἀσφαλείας καθ' ὅλην τήν διαδρομήν. (761, 489, 988, 789)
headline-formosa: ΟΥΔΕΜΙΑ ΔΥΝΑΤΟΤΗΣ ΣΥΝΕΝΝΟΗΣΕΩΣ ΠΕΚΙΝΟΥ - ΦΟΡΜΟΖΗΣ (1006, 1249, 1169, 1287)
dateline: ΜΑΝΑΓΚΟΥΑ, Νικαράγουα, 7. (Ασσ. Πρέσσ.) — (617, 857, 798, 878)
section-heading: Η ΦΟΡΜΟΖΑ ΕΝΗΜΕΡΩΘΗ — (995, 607, 1176, 628)
article-body (419, 386, 612, 515)
dateline: ΒΑΣΙΓΚΤΩΝ, 7. (Ασσ. Πρέσσ.) — (1182, 527, 1362, 538)
article-text: Αἱ ἀρμόδιαι ὑπηρεσίαι τοῦ ὑπουργείου ἀπεφάσισαν τήν σύστασιν δύο ἐπιτροπῶν, αἱ ὁποῖαι θά μελετήσουν τό ζήτημα ἐξ ὅλων τῶν πλευρῶν καί θά ὑποβάλουν τά πορίσματά των ἐντός τοῦ μηνός. Εἰς τάς ἐπιτροπάς θά μετέχουν ἐκπρόσωποι τῶν ἐνδιαφερομένων ὀργανώσεων καί εἰδικοί τεχνικοί σύμβουλοι, ὥστε ἡ λύσις νά εἶναι ἱκανοποιητική διά τό καταναλωτικόν κοινόν. (995, 241, 1176, 349)
article-text: Αἱ εἰδήσεις αἱ ὁποῖαι φθάνουν ἐκ τῶν ἐπαρχιῶν ἀναφέρουν ὅτι ἡ κατάστασις ἐξελίσσεται ὁμαλῶς καί ὅτι αἱ ἀρχαί ἔχουν πλήρη ἔλεγχον. Οἱ κάτοικοι ἐπανῆλθον εἰς τάς ἐργασίας των, αἱ δέ συγκοινωνίαι λειτουργοῦν κανονικῶς. Ἐπισήμως ἀνεκοινώθη ὅτι δέν ὑπάρχουν θύματα. (215, 767, 414, 835)
article-text: Αἱ εἰδήσεις αἱ ὁποῖαι φθάνουν ἐκ τῶν ἐπαρχιῶν ἀναφέρουν ὅτι ἡ κατάστασις ἐξελίσσεται ὁμαλῶς καί ὅτι αἱ ἀρχαί ἔχουν πλήρη ἔλεγχον. Οἱ κάτοικοι ἐπανῆλθον εἰς τάς ἐργασίας των, αἱ δέ συγκοινωνίαι λειτουργοῦν κανονικῶς. Ἐπισήμως ἀνεκοινώθη ὅτι δέν ὑπάρχουν θύματα. (805, 1200, 986, 1278)
dateline: ΑΘΗΝΑΙ, 7. — (8, 462, 87, 472)
article-body (419, 935, 612, 1034)
section-heading: Ο ΜΑΚΑΡΙΟΣ ΕΙΣ ΤΗΝ ΟΛΥΜΠΙΑ — (8, 246, 207, 268)
article-body (8, 1043, 414, 1163)
section-heading: Η ΓΝΩΜΗ ΤΟΥ κ. ΝΕΧΡΟΥ — (841, 658, 988, 669)
section-heading: ΜΕΓΑΛΑΙ ΚΑΤΑΣΤΡΟΦΑΙ — (1182, 979, 1368, 990)
dateline: ΝΟΡΦΟΛΚ, Βιργινία, 7. (Ασσ. Πρέσσ.) — (1396, 155, 1562, 176)
dateline: ΚΡΙΣΤΙΑΝΣΑΝΤ, Νορβηγία, 7. (Ασσ. Πρέσσ.) — (1000, 1082, 1176, 1104)
boxed-story (419, 1295, 612, 1339)
nicaragua-story (617, 801, 985, 1514)
article-body (1182, 912, 1562, 1091)
article-text: Αἱ ἀρμόδιαι ὑπηρεσίαι τοῦ ὑπουργείου ἀπεφάσισαν τήν σύστασιν δύο ἐπιτροπῶν, αἱ ὁποῖαι θά μελετήσουν τό ζήτημα ἐξ ὅλων τῶν πλευρῶν καί θά ὑποβάλουν τά πορίσματά των ἐντός τοῦ μηνός. Εἰς τάς ἐπιτροπάς θά μετέχουν ἐκπρόσωποι τῶν ἐνδιαφερομένων ὀργανώσεων καί εἰδικοί τεχνικοί σύμβουλοι, ὥστε ἡ λύσις νά εἶναι ἱκανοποιητική διά τό καταναλωτικόν κοινόν. (1376, 992, 1562, 1090)
dateline: ΝΕΟΝ ΔΕΛΧΙ, 7. (Ρώυτερ) — (806, 669, 942, 679)
article-text: Ὁ ἐφοπλιστής κ. Ὠνάσης ἐδήλωσεν ὅτι θά θέση τήν θαλαμηγόν του εἰς τήν διάθεσιν τοῦ Ἀρχιεπισκόπου καί τοῦ ἀντιπροέδρου τῆς Κύπρου κατά τήν ἐπίσκεψίν των εἰς τήν Ἑλλάδα. Αἱ συνομιλίαι συνεχίζονται ὑπό πνεῦμα πλήρους κατανοήσεως μεταξύ τῶν ἐνδιαφερομένων μερῶν, αἱ δέ ἀρμόδιαι ὑπηρεσίαι μελετοῦν τάς λεπτομερείας τοῦ προγράμματος τῆς ἐπισκέψεως. Κατά τάς πληροφορίας, ἡ ἐπίσκεψις θά πραγματοποιηθῇ ἐντός τῶν προσεχῶν ἑβδομάδων, μετά τό πέρας τῶν ἐργασιῶν τῆς μικτῆς ἐπιτροπῆς, ἡ ὁποία ἐξετάζει τά ζητήματα τῆς μεταβατικῆς περιόδου. (215, 1204, 414, 1342)
article-text: Ὁ ἐφοπλιστής κ. Ὠνάσης ἐδήλωσεν ὅτι θά θέση τήν θαλαμηγόν του εἰς τήν διάθεσιν τοῦ Ἀρχιεπισκόπου καί τοῦ ἀντιπροέδρου τῆς Κύπρου κατά τήν ἐπίσκεψίν των εἰς τήν Ἑλλάδα. Αἱ συνομιλίαι συνεχίζονται ὑπό πνεῦμα πλήρους κατανοήσεως μεταξύ τῶν ἐνδιαφερομένων μερῶν, αἱ δέ ἀρμόδιαι ὑπηρεσίαι μελετοῦν τάς λεπτομερείας τοῦ προγράμματος τῆς ἐπισκέψεως. Κατά τάς πληροφορίας, ἡ ἐπίσκεψις θά πραγματοποιηθῇ ἐντός τῶν προσεχῶν ἑβδομάδων, μετά τό πέρας τῶν ἐργασιῶν τῆς μικτῆς ἐπιτροπῆς, ἡ ὁποία ἐξετάζει τά ζητήματα τῆς μεταβατικῆς περιόδου. (617, 180, 988, 399)
section-heading: ΚΑΙ ΤΑΣ ΔΙΑΨΕΥΔΕΙ — (1238, 1206, 1368, 1216)
subheadline-reactions: ΑΝΤΙΔΡΑΣΕΙΣ ΣΗΜΕΙΟΥΝΤΑΙ ΚΑΙ ΕΙΣ ΤΑΣ ΗΝ. ΠΟΛΙΤΕΙΑΣ (657, 468, 1137, 487)
article-text: Ὁ ἐφοπλιστής κ. Ὠνάσης ἐδήλωσεν ὅτι θά θέση τήν θαλαμηγόν του εἰς τήν διάθεσιν τοῦ Ἀρχιεπισκόπου καί τοῦ ἀντιπροέδρου τῆς Κύπρου κατά τήν ἐπίσκεψίν των εἰς τήν Ἑλλάδα. Αἱ συνομιλίαι συνεχίζονται ὑπό πνεῦμα πλήρους κατανοήσεως μεταξύ τῶν ἐνδιαφερομένων μερῶν, αἱ δέ ἀρμόδιαι ὑπηρεσίαι μελετοῦν τάς λεπτομερείας τοῦ προγράμματος τῆς ἐπισκέψεως. Κατά τάς πληροφορίας, ἡ ἐπίσκεψις θά πραγματοποιηθῇ ἐντός τῶν προσεχῶν ἑβδομάδων, μετά τό πέρας τῶν ἐργασιῶν τῆς μικτῆς ἐπιτροπῆς, ἡ ὁποία ἐξετάζει τά ζητήματα τῆς μεταβατικῆς περιόδου. (806, 489, 1176, 780)
article-body (8, 119, 414, 402)
article-body (1396, 155, 1562, 245)
section-heading: ΘΑ ΠΕΙΣΘΗ Ο κ. ΚΡΟΥΣΤΣΕΦ; — (617, 368, 799, 389)
article-text: Αἱ εἰδήσεις αἱ ὁποῖαι φθάνουν ἐκ τῶν ἐπαρχιῶν ἀναφέρουν ὅτι ἡ κατάστασις ἐξελίσσεται ὁμαλῶς καί ὅτι αἱ ἀρχαί ἔχουν πλήρη ἔλεγχον. Οἱ κάτοικοι ἐπανῆλθον εἰς τάς ἐργασίας των, αἱ δέ συγκοινωνίαι λειτουργοῦν κανονικῶς. Ἐπισήμως ἀνεκοινώθη ὅτι δέν ὑπάρχουν θύματα. (419, 135, 612, 214)
divider (8, 994, 414, 996)
section-heading: Ο ΜΟΥΘΗΣ ΕΙΣ ΚΩΝ/ΠΟΛΙΝ — (247, 147, 390, 158)
article-text: Ὁ ἐφοπλιστής κ. Ὠνάσης ἐδήλωσεν ὅτι θά θέση τήν θαλαμηγόν του εἰς τήν διάθεσιν τοῦ Ἀρχιεπισκόπου καί τοῦ ἀντιπροέδρου τῆς Κύπρου κατά τήν ἐπίσκεψίν των εἰς τήν Ἑλλάδα. Αἱ συνομιλίαι συνεχίζονται ὑπό πνεῦμα πλήρους κατανοήσεως μεταξύ τῶν ἐνδιαφερομένων μερῶν, αἱ δέ ἀρμόδιαι ὑπηρεσίαι μελετοῦν τάς λεπτομερείας τοῦ προγράμματος τῆς ἐπισκέψεως. Κατά τάς πληροφορίας, ἡ ἐπίσκεψις θά πραγματοποιηθῇ ἐντός τῶν προσεχῶν ἑβδομάδων, μετά τό πέρας τῶν ἐργασιῶν τῆς μικτῆς ἐπιτροπῆς, ἡ ὁποία ἐξετάζει τά ζητήματα τῆς μεταβατικῆς περιόδου. (617, 857, 986, 1047)
divider (1000, 1039, 1176, 1040)
article-text: Κατά τό πρόγραμμα τό ὁποῖον ἀνεκοινώθη σήμερον, ὁ ὑψηλός ἐπισκέπτης θά ἐπισκεφθῇ διάφορα βιομηχανικά κέντρα καί ἀγροκτήματα, θά συνομιλήσῃ μετ' ἐργατῶν καί θά παραστῇ εἰς ἐπισήμους δεξιώσεις. Αἱ ἀρχαί ἔλαβον ἔκτακτα μέτρα ἀσφαλείας καθ' ὅλην τήν διαδρομήν. (419, 1222, 612, 1290)
article-body (1182, 92, 1385, 246)
column-4 (1182, 8, 1562, 1384)
continuation-ornament-icon (8, 1045, 76, 1078)
article-text: Αἱ εἰδήσεις αἱ ὁποῖαι φθάνουν ἐκ τῶν ἐπαρχιῶν ἀναφέρουν ὅτι ἡ κατάστασις ἐξελίσσεται ὁμαλῶς καί ὅτι αἱ ἀρχαί ἔχουν πλήρη ἔλεγχον. Οἱ κάτοικοι ἐπανῆλθον εἰς τάς ἐργασίας των, αἱ δέ συγκοινωνίαι λειτουργοῦν κανονικῶς. Ἐπισήμως ἀνεκοινώθη ὅτι δέν ὑπάρχουν θύματα. (995, 710, 1176, 788)
article-body (1182, 316, 1366, 464)
dateline: ΒΑΣΙΓΚΤΩΝ, 7. (Ασσ. Πρέσσ.) — (617, 1110, 791, 1120)
article-body (1000, 828, 1176, 908)
divider (419, 519, 612, 520)
article-text: Αἱ εἰδήσεις αἱ ὁποῖαι φθάνουν ἐκ τῶν ἐπαρχιῶν ἀναφέρουν ὅτι ἡ κατάστασις ἐξελίσσεται ὁμαλῶς καί ὅτι αἱ ἀρχαί ἔχουν πλήρη ἔλεγχον. Οἱ κάτοικοι ἐπανῆλθον εἰς τάς ἐργασίας των, αἱ δέ συγκοινωνίαι λειτουργοῦν κανονικῶς. Ἐπισήμως ἀνεκοινώθη ὅτι δέν ὑπάρχουν θύματα. (419, 1494, 612, 1562)
dateline: ΜΠΑΚΟΥΜΠΑ, 7. (Ασσ. Πρέσσ.) — (419, 1090, 604, 1101)
dateline: ΛΕΥΚΩΣΙΑ, 7. (Ασσ. Πρέσσ.) — (215, 379, 414, 401)
section-heading: ΕΙΣ ΤΗΝ ΙΑΠΩΝΙΑΝ — (1376, 969, 1562, 991)
section-heading: ΕΠΕΣΗ ΕΙΣ ΤΑ ΚΑΒΥΛΙΑ — (843, 1188, 986, 1199)
section-heading: Η ΓΝΩΜΗ ΤΟΥ κ. ΣΤΗΒΕΝΣΟΝ — (215, 218, 414, 239)
article-text: Αἱ ἀρμόδιαι ὑπηρεσίαι τοῦ ὑπουργείου ἀπεφάσισαν τήν σύστασιν δύο ἐπιτροπῶν, αἱ ὁποῖαι θά μελετήσουν τό ζήτημα ἐξ ὅλων τῶν πλευρῶν καί θά ὑποβάλουν τά πορίσματά των ἐντός τοῦ μηνός. Εἰς τάς ἐπιτροπάς θά μετέχουν ἐκπρόσωποι τῶν ἐνδιαφερομένων ὀργανώσεων καί εἰδικοί τεχνικοί σύμβουλοι, ὥστε ἡ λύσις νά εἶναι ἱκανοποιητική διά τό καταναλωτικόν κοινόν. (617, 1110, 986, 1269)
divider (8, 546, 414, 548)
dateline: ΑΜΜΑΝ, 7. (Ρώυτερ) — (419, 934, 558, 945)
article-body (419, 690, 612, 760)
headline-rockefeller: Η ΝΥΜΦΗ ΤΟΥ ΡΟΚΦΕΛΛΕΡ ΕΧΕΙ ΝΑ ΕΠΙΔΕΙΞΗ ΙΣΤΟΡΙΚΟΥΣ ΤΙΤΛΟΥΣ (1007, 1043, 1168, 1080)
dateline: ΚΩΝΣΤΑΝΤΙΝΟΥΠΟΛΙΣ, 7. (Αθην. Πρακτ.) — (215, 239, 414, 261)
dateline: ΠΟΛΙΣ ΤΟΥ ΜΕΞΙΚΟΥ, 7. (Ασσοτ.) — (419, 1715, 604, 1726)
column-2 (419, 8, 612, 1888)
dateline: ΤΟΚΙΟ, 7. (Ασσ. Πρέσσ.) — (1376, 980, 1562, 1002)
section-heading: ΕΚΘΕΣΙΣ ΤΟΥ ΒΑΝ ΓΚΟΓΚ — (1420, 1281, 1562, 1292)
article-text: Κατά τό πρόγραμμα τό ὁποῖον ἀνεκοινώθη σήμερον, ὁ ὑψηλός ἐπισκέπτης θά ἐπισκεφθῇ διάφορα βιομηχανικά κέντρα καί ἀγροκτήματα, θά συνομιλήσῃ μετ' ἐργατῶν καί θά παραστῇ εἰς ἐπισήμους δεξιώσεις. Αἱ ἀρχαί ἔλαβον ἔκτακτα μέτρα ἀσφαλείας καθ' ὅλην τήν διαδρομήν. (419, 266, 612, 334)
headline-russia: Η ΡΩΣΣΙΑ ΕΙΝΑΙ ΕΤΟΙΜΗ ΝΑ ΕΚΜΕΤΑΛΛΕΥΘΗ ΟΛΑ ΤΑ ΑΓΑΘΑ ΤΟΥ ΑΥΤΟΜΑΤΙΣΜΟΥ (423, 342, 607, 383)
article-body (419, 808, 612, 887)
divider (8, 407, 414, 409)
article-body (8, 1204, 414, 1356)
dateline: ΝΕΑ ΥΟΡΚΗ, 7. (Ρώυτερ) — (617, 1238, 798, 1260)
article-text: Ὁ Πρόεδρος τῶν Ἡνωμένων Πολιτειῶν ἐπέρασε ὁλόκληρον τήν ἡμέραν μελετῶν τά ὑπομνήματα τά ὁποῖα τοῦ ὑπέβαλον οἱ ἁρμόδιοι σύμβουλοί του, ἐν ὄψει τῶν συνομιλιῶν αἱ ὁποῖαι θά διεξαχθοῦν κατά τήν προσεχῆ ἐπίσκεψιν τοῦ Σοβιετικοῦ πρωθυπουργοῦ. Κατά τάς πληροφορίας, θά ἐξετασθοῦν τά ζητήματα τοῦ Βερολίνου, τοῦ ἀφοπλισμοῦ καί τῶν πυρηνικῶν δοκιμῶν, ὡς καί αἱ γενικώτεραι σχέσεις μεταξύ τῶν δύο χωρῶν. Οἱ ἐπίσημοι κύκλοι τονίζουν ὅτι τό ἔργον εἶναι δύσκολον καί ἀπαιτεῖ μεγάλην προσοχήν. (806, 180, 1176, 399)
section-heading: Η ΑΙΤΙΑ ΤΗΣ ΕΙΣΒΟΛΗΣ — (805, 955, 986, 976)
headline-bread: ΥΠΟ ΔΥΟ ΕΠΙΤΡΟΠΩΝ ΘΑ ΕΞΕΤΑΣΘΗ ΤΟ ΘΕΜΑ ΤΗΣ ΙΔΡΥΣΕΩΣ ΕΡΓΟΣΤΑΣΙΩΝ ΑΡΤΟΠΟΙΙΑΣ ΔΙΑ ΤΗΝ ΜΕΙΩΣΙΝ ΤΗΣ ΤΙΜΗΣ ΤΟΥ ΑΡΤΟΥ (20, 412, 402, 460)
section-heading: ΠΩΣ ΘΑ ΟΝΟΜΑΣΘΗ — (8, 1263, 207, 1284)
dateline: ΑΘΗΝΑΙ, 7. — (419, 1493, 487, 1504)
article-body (1377, 355, 1562, 435)
article-text: Ὁ Πρόεδρος τῶν Ἡνωμένων Πολιτειῶν ἐπέρασε ὁλόκληρον τήν ἡμέραν μελετῶν τά ὑπομνήματα τά ὁποῖα τοῦ ὑπέβαλον οἱ ἁρμόδιοι σύμβουλοί του, ἐν ὄψει τῶν συνομιλιῶν αἱ ὁποῖαι θά διεξαχθοῦν κατά τήν προσεχῆ ἐπίσκεψιν τοῦ Σοβιετικοῦ πρωθυπουργοῦ. Κατά τάς πληροφορίας, θά ἐξετασθοῦν τά ζητήματα τοῦ Βερολίνου, τοῦ ἀφοπλισμοῦ καί τῶν πυρηνικῶν δοκιμῶν, ὡς καί αἱ γενικώτεραι σχέσεις μεταξύ τῶν δύο χωρῶν. Οἱ ἐπίσημοι κύκλοι τονίζουν ὅτι τό ἔργον εἶναι δύσκολον καί ἀπαιτεῖ μεγάλην προσοχήν. (1182, 92, 1386, 210)
dateline: ΣΑΝ ΠΑΟΛΟ, Βραζιλία, 7. (Ασσ. Πρέσσ.) — (1376, 1292, 1562, 1313)
article-text: Κατά τό πρόγραμμα τό ὁποῖον ἀνεκοινώθη σήμερον, ὁ ὑψηλός ἐπισκέπτης θά ἐπισκεφθῇ διάφορα βιομηχανικά κέντρα καί ἀγροκτήματα, θά συνομιλήσῃ μετ' ἐργατῶν καί θά παραστῇ εἰς ἐπισήμους δεξιώσεις. Αἱ ἀρχαί ἔλαβον ἔκτακτα μέτρα ἀσφαλείας καθ' ὅλην τήν διαδρομήν. (419, 1606, 612, 1674)
divider (8, 716, 414, 718)
article-text: Αἱ εἰδήσεις αἱ ὁποῖαι φθάνουν ἐκ τῶν ἐπαρχιῶν ἀναφέρουν ὅτι ἡ κατάστασις ἐξελίσσεται ὁμαλῶς καί ὅτι αἱ ἀρχαί ἔχουν πλήρη ἔλεγχον. Οἱ κάτοικοι ἐπανῆλθον εἰς τάς ἐργασίας των, αἱ δέ συγκοινωνίαι λειτουργοῦν κανονικῶς. Ἐπισήμως ἀνεκοινώθη ὅτι δέν ὑπάρχουν θύματα. (1376, 1137, 1562, 1215)
section-heading: ΥΠΑΡΧΟΥΝ ΔΥΣΠΙΣΤΗΜΕΝΟΙ — (617, 618, 799, 639)
article-text: Κατά τό πρόγραμμα τό ὁποῖον ἀνεκοινώθη σήμερον, ὁ ὑψηλός ἐπισκέπτης θά ἐπισκεφθῇ διάφορα βιομηχανικά κέντρα καί ἀγροκτήματα, θά συνομιλήσῃ μετ' ἐργατῶν καί θά παραστῇ εἰς ἐπισήμους δεξιώσεις. Αἱ ἀρχαί ἔλαβον ἔκτακτα μέτρα ἀσφαλείας καθ' ὅλην τήν διαδρομήν. (1396, 167, 1562, 245)
section-heading: ΕΚΚΑΘΑΡΙΣΙΣ ΤΗΣ ΝΙΚΑΡΑΓΟΥΑΣ — (617, 996, 798, 1007)
article-text: Ὁ ἐφοπλιστής κ. Ὠνάσης ἐδήλωσεν ὅτι θά θέση τήν θαλαμηγόν του εἰς τήν διάθεσιν τοῦ Ἀρχιεπισκόπου καί τοῦ ἀντιπροέδρου τῆς Κύπρου κατά τήν ἐπίσκεψίν των εἰς τήν Ἑλλάδα. Αἱ συνομιλίαι συνεχίζονται ὑπό πνεῦμα πλήρους κατανοήσεως μεταξύ τῶν ἐνδιαφερομένων μερῶν, αἱ δέ ἀρμόδιαι ὑπηρεσίαι μελετοῦν τάς λεπτομερείας τοῦ προγράμματος τῆς ἐπισκέψεως. Κατά τάς πληροφορίας, ἡ ἐπίσκεψις θά πραγματοποιηθῇ ἐντός τῶν προσεχῶν ἑβδομάδων, μετά τό πέρας τῶν ἐργασιῶν τῆς μικτῆς ἐπιτροπῆς, ἡ ὁποία ἐξετάζει τά ζητήματα τῆς μεταβατικῆς περιόδου. (8, 601, 414, 710)
dateline: ΡΑΜΣΤΑΪΝ, Παλατινάτον, 7. (Ασσ. Πρέσσ.) — (1376, 355, 1562, 376)
article-text: Αἱ ἀρμόδιαι ὑπηρεσίαι τοῦ ὑπουργείου ἀπεφάσισαν τήν σύστασιν δύο ἐπιτροπῶν, αἱ ὁποῖαι θά μελετήσουν τό ζήτημα ἐξ ὅλων τῶν πλευρῶν καί θά ὑποβάλουν τά πορίσματά των ἐντός τοῦ μηνός. Εἰς τάς ἐπιτροπάς θά μετέχουν ἐκπρόσωποι τῶν ἐνδιαφερομένων ὀργανώσεων καί εἰδικοί τεχνικοί σύμβουλοι, ὥστε ἡ λύσις νά εἶναι ἱκανοποιητική διά τό καταναλωτικόν κοινόν. (8, 118, 414, 398)
article-text: Αἱ εἰδήσεις αἱ ὁποῖαι φθάνουν ἐκ τῶν ἐπαρχιῶν ἀναφέρουν ὅτι ἡ κατάστασις ἐξελίσσεται ὁμαλῶς καί ὅτι αἱ ἀρχαί ἔχουν πλήρη ἔλεγχον. Οἱ κάτοικοι ἐπανῆλθον εἰς τάς ἐργασίας των, αἱ δέ συγκοινωνίαι λειτουργοῦν κανονικῶς. Ἐπισήμως ἀνεκοινώθη ὅτι δέν ὑπάρχουν θύματα. (419, 808, 612, 886)
divider (419, 218, 612, 219)
article-body (1000, 1083, 1176, 1242)
article-body (1000, 956, 1176, 1035)
article-body (419, 1090, 612, 1169)
dateline: ΝΕΑ ΥΟΡΚΗ, 7. (Ασσ. Πρέσσ.) — (617, 768, 799, 789)
dateline: ΙΕΡΟΥΣΑΛΗΜ, 7. (Αθην. Πρακτ.) — (419, 1342, 604, 1353)
side-stories (993, 801, 1176, 1514)
article-text: Αἱ ἀρμόδιαι ὑπηρεσίαι τοῦ ὑπουργείου ἀπεφάσισαν τήν σύστασιν δύο ἐπιτροπῶν, αἱ ὁποῖαι θά μελετήσουν τό ζήτημα ἐξ ὅλων τῶν πλευρῶν καί θά ὑποβάλουν τά πορίσματά των ἐντός τοῦ μηνός. Εἰς τάς ἐπιτροπάς θά μετέχουν ἐκπρόσωποι τῶν ἐνδιαφερομένων ὀργανώσεων καί εἰδικοί τεχνικοί σύμβουλοι, ὥστε ἡ λύσις νά εἶναι ἱκανοποιητική διά τό καταναλωτικόν κοινόν. (419, 1343, 612, 1441)
headline-oil-fire: ΤΕΡΑΣΤΙΑΙ ΖΗΜΙΑΙ ΕΚ ΤΗΣ ΠΥΡΚΑΪΑΣ ΕΙΣ ΦΡΕΑ ΠΕΤΡΕΛΑΙΟΥ (439, 767, 592, 805)
section-heading: ΕΙΝΑΙ ΥΓΙΕΣΤΑΤΗ — (215, 1331, 414, 1353)
dateline: ΜΠΟΥΕΝΟΣ ΑΪΡΕΣ, 7. (Ρώυτερ) — (419, 1221, 579, 1231)
dateline: ΚΑΪΡΟΝ, 7. (Ασσ. Πρέσσ.) — (1182, 91, 1317, 102)
lead-headline-eisenhower: Ο ΑΪΖΕΝΧΑΟΥΕΡ ΕΝΗΜΕΡΩΘΗ ΕΠΙ ΤΩΝ ΛΕΠΤΟΜΕΡΕΙΩΝ ΟΛΩΝ ΤΩΝ ΘΕΜΑΤΩΝ ΑΤΙΝΑ ΠΡΟΚΕΙΤΑΙ Ν' ΑΠΟΤΕΛΕΣΟΥΝ ΑΝΤΙΚΕΙΜΕΝΟΝ ΤΩΝ ΣΥΝΟΜΙΛΙΩΝ ΤΟΥ ΜΕ ΤΟΝ ΚΡΟΥΣΤΣΕΦ ΔΙΑ ΝΑ ΑΝΤΙΜΕΤΩΠΙΣΗ ΤΟΝ ΡΩΣΣΟΝ ΠΡΩΘΥΠΟΥΡΓΟΝ (632, 8, 1161, 159)
article-text: Κατά τό πρόγραμμα τό ὁποῖον ἀνεκοινώθη σήμερον, ὁ ὑψηλός ἐπισκέπτης θά ἐπισκεφθῇ διάφορα βιομηχανικά κέντρα καί ἀγροκτήματα, θά συνομιλήσῃ μετ' ἐργατῶν καί θά παραστῇ εἰς ἐπισήμους δεξιώσεις. Αἱ ἀρχαί ἔλαβον ἔκτακτα μέτρα ἀσφαλείας καθ' ὅλην τήν διαδρομήν. (1182, 991, 1368, 1070)
divider (617, 794, 1176, 796)
article-body (419, 266, 612, 335)
article-text: Αἱ εἰδήσεις αἱ ὁποῖαι φθάνουν ἐκ τῶν ἐπαρχιῶν ἀναφέρουν ὅτι ἡ κατάστασις ἐξελίσσεται ὁμαλῶς καί ὅτι αἱ ἀρχαί ἔχουν πλήρη ἔλεγχον. Οἱ κάτοικοι ἐπανῆλθον εἰς τάς ἐργασίας των, αἱ δέ συγκοινωνίαι λειτουργοῦν κανονικῶς. Ἐπισήμως ἀνεκοινώθη ὅτι δέν ὑπάρχουν θύματα. (1376, 367, 1562, 435)
divider (8, 850, 414, 852)
article-text: Ὁ ἐφοπλιστής κ. Ὠνάσης ἐδήλωσεν ὅτι θά θέση τήν θαλαμηγόν του εἰς τήν διάθεσιν τοῦ Ἀρχιεπισκόπου καί τοῦ ἀντιπροέδρου τῆς Κύπρου κατά τήν ἐπίσκεψίν των εἰς τήν Ἑλλάδα. Αἱ συνομιλίαι συνεχίζονται ὑπό πνεῦμα πλήρους κατανοήσεως μεταξύ τῶν ἐνδιαφερομένων μερῶν, αἱ δέ ἀρμόδιαι ὑπηρεσίαι μελετοῦν τάς λεπτομερείας τοῦ προγράμματος τῆς ἐπισκέψεως. Κατά τάς πληροφορίας, ἡ ἐπίσκεψις θά πραγματοποιηθῇ ἐντός τῶν προσεχῶν ἑβδομάδων, μετά τό πέρας τῶν ἐργασιῶν τῆς μικτῆς ἐπιτροπῆς, ἡ ὁποία ἐξετάζει τά ζητήματα τῆς μεταβατικῆς περιόδου. (1000, 1094, 1176, 1241)
article-text: Αἱ ἀρμόδιαι ὑπηρεσίαι τοῦ ὑπουργείου ἀπεφάσισαν τήν σύστασιν δύο ἐπιτροπῶν, αἱ ὁποῖαι θά μελετήσουν τό ζήτημα ἐξ ὅλων τῶν πλευρῶν καί θά ὑποβάλουν τά πορίσματά των ἐντός τοῦ μηνός. Εἰς τάς ἐπιτροπάς θά μετέχουν ἐκπρόσωποι τῶν ἐνδιαφερομένων ὀργανώσεων καί εἰδικοί τεχνικοί σύμβουλοι, ὥστε ἡ λύσις νά εἶναι ἱκανοποιητική διά τό καταναλωτικόν κοινόν. (8, 602, 207, 690)
section-heading: ΙΔΙΑΙΤΕΡΑ ΠΡΟΣΟΧΗ — (662, 1238, 778, 1249)
dateline: ΤΑΪ-ΠΕΧ, 7. (Ασσ. Πρέσσ.) — (995, 618, 1176, 639)
article-text: Κατά τό πρόγραμμα τό ὁποῖον ἀνεκοινώθη σήμερον, ὁ ὑψηλός ἐπισκέπτης θά ἐπισκεφθῇ διάφορα βιομηχανικά κέντρα καί ἀγροκτήματα, θά συνομιλήσῃ μετ' ἐργατῶν καί θά παραστῇ εἰς ἐπισήμους δεξιώσεις. Αἱ ἀρχαί ἔλαβον ἔκτακτα μέτρα ἀσφαλείας καθ' ὅλην τήν διαδρομήν. (8, 1204, 208, 1273)
dateline: ΚΑΡΑΚΑΣ, 7. (Ρώυτερ) — (419, 689, 570, 700)
headline-casablanca: Η ΗΜΕΡΗΣΙΑ ΔΙΑΤΑΞΙΣ ΤΗΣ ΔΙΑΣΚΕΨΕΩΣ ΤΗΣ ΚΑΖΑΜΠΛΑΝΚΑΣ (1008, 916, 1167, 953)
headline-norway: Η ΝΟΡΒΗΓΙΑ ΔΕΝ ΘΕΩΡΕΙ ΧΡΗΣΙΜΟΝ ΔΙΑΣΚΕΨΙΝ ΠΡΩΘΥΠΟΥΡΓΩΝ ΤΟΥ ΝΑΤΟ (425, 222, 606, 263)
dateline: ΒΕΛΙΓΡΑΔΙΟΝ, 7. (Ασσοτ.) — (419, 562, 555, 572)
dateline: ΒΑΣΙΓΚΤΩΝ, 7. (Ασσ. Πρέσσ.) — (617, 180, 792, 191)
article-body (1182, 673, 1562, 851)
article-body (617, 857, 985, 1056)
dateline: ΡΩΜΗ, 7. (Ασσ. Πρέσσ.) — (419, 134, 552, 145)
headline-nasser: Ο ΝΑΣΣΕΡ ΑΠΑΝΤΑ ΕΙΣ ΤΑΣ ΕΥΧΑΣ ΤΟΥ ΚΡΟΥΣΤΣΕΦ (1007, 800, 1168, 825)
section-heading: ΟΙ ΑΡΧΗΓΟΙ ΤΗΣ ΑΣΤΥΝΟΜΙΑΣ — (215, 369, 414, 390)
article-text: Κατά τό πρόγραμμα τό ὁποῖον ἀνεκοινώθη σήμερον, ὁ ὑψηλός ἐπισκέπτης θά ἐπισκεφθῇ διάφορα βιομηχανικά κέντρα καί ἀγροκτήματα, θά συνομιλήσῃ μετ' ἐργατῶν καί θά παραστῇ εἰς ἐπισήμους δεξιώσεις. Αἱ ἀρχαί ἔλαβον ἔκτακτα μέτρα ἀσφαλείας καθ' ὅλην τήν διαδρομήν. (215, 929, 414, 988)
section-heading: ΚΑΡΔΙΝΑΛΙΟΣ ΑΝΤΙΔΡΑ — (1047, 698, 1176, 709)
divider (1182, 471, 1562, 473)
article-text: Αἱ εἰδήσεις αἱ ὁποῖαι φθάνουν ἐκ τῶν ἐπαρχιῶν ἀναφέρουν ὅτι ἡ κατάστασις ἐξελίσσεται ὁμαλῶς καί ὅτι αἱ ἀρχαί ἔχουν πλήρη ἔλεγχον. Οἱ κάτοικοι ἐπανῆλθον εἰς τάς ἐργασίας των, αἱ δέ συγκοινωνίαι λειτουργοῦν κανονικῶς. Ἐπισήμως ἀνεκοινώθη ὅτι δέν ὑπάρχουν θύματα. (1376, 1304, 1562, 1372)
dateline: ΟΣΤΙΝ, Τέξας, 7. (Ασσ. Πρέσσ.) — (806, 559, 979, 570)
headline-venizelos: Ο κ. ΒΕΝΙΖΕΛΟΣ ΠΡΟΣΗΛΘΕ ΕΚΤΑΚΤΩΣ ΣΤΕΛΕΧΩΝ ΤΩΝ ΦΙΛΕΛΕΥΘΕΡΩΝ ΝΕΩΝ (441, 1449, 590, 1482)
headline-radar: ΑΙ ΗΝΩΜ. ΠΟΛΙΤΕΙΑΙ ΚΑΤΕΣΚΕΥΑΣΑΝ ΡΑΝΤΑΡ ΕΠΙΣΗΜΑΙΝΟΝ ΔΙΗΠΕΙΡΩΤΙΚΑ ΒΛΗΜΑΤΑ ΣΧΕΔΟΝ ΑΜΕΣΩΣ ΜΕΤΑ ΤΗΝ ΕΚΤΟΞΕΥΣΙΝ ΤΩΝ (1188, 477, 1556, 524)
continuation-note: ΣΥΝΕΧΕΙΑ ΕΚ ΤΗΣ 1ης ΣΕΛΙΔΟΣ — (8, 1203, 173, 1214)
article-body (617, 1110, 985, 1278)
article-text: Κατά τό πρόγραμμα τό ὁποῖον ἀνεκοινώθη σήμερον, ὁ ὑψηλός ἐπισκέπτης θά ἐπισκεφθῇ διάφορα βιομηχανικά κέντρα καί ἀγροκτήματα, θά συνομιλήσῃ μετ' ἐργατῶν καί θά παραστῇ εἰς ἐπισήμους δεξιώσεις. Αἱ ἀρχαί ἔλαβον ἔκτακτα μέτρα ἀσφαλείας καθ' ὅλην τήν διαδρομήν. (215, 159, 414, 228)
article-body (1182, 527, 1562, 597)
headline-asylum: ΟΥΤΡΟΣ ΑΝΤΙΠΡΟΣΩΠΟΣ ΖΗΤΗΣΕΝ ΑΣΥΛΟΝ ΕΙΣ ΤΗΝ ΑΡΓΕΝΤΙΝΗΝ (443, 1177, 588, 1211)
section-heading: ΤΥΦΩΝ ΕΙΣ ΤΑΣ ΧΑΒΑΪ — (1231, 1060, 1362, 1070)
dateline: ΜΑΝΑΓΚΟΥΑ, 7. (Ασσ. Πρέσσ.) — (617, 1007, 791, 1017)
article-text: Αἱ εἰδήσεις αἱ ὁποῖαι φθάνουν ἐκ τῶν ἐπαρχιῶν ἀναφέρουν ὅτι ἡ κατάστασις ἐξελίσσεται ὁμαλῶς καί ὅτι αἱ ἀρχαί ἔχουν πλήρη ἔλεγχον. Οἱ κάτοικοι ἐπανῆλθον εἰς τάς ἐργασίας των, αἱ δέ συγκοινωνίαι λειτουργοῦν κανονικῶς. Ἐπισήμως ἀνεκοινώθη ὅτι δέν ὑπάρχουν θύματα. (995, 339, 1176, 408)
dateline: ΛΟΝΔΙΝΟΝ, 7. (Ρώυτερ) — (1376, 1136, 1504, 1147)
article-text: Ὁ Πρόεδρος τῶν Ἡνωμένων Πολιτειῶν ἐπέρασε ὁλόκληρον τήν ἡμέραν μελετῶν τά ὑπομνήματα τά ὁποῖα τοῦ ὑπέβαλον οἱ ἁρμόδιοι σύμβουλοί του, ἐν ὄψει τῶν συνομιλιῶν αἱ ὁποῖαι θά διεξαχθοῦν κατά τήν προσεχῆ ἐπίσκεψιν τοῦ Σοβιετικοῦ πρωθυπουργοῦ. Κατά τάς πληροφορίας, θά ἐξετασθοῦν τά ζητήματα τοῦ Βερολίνου, τοῦ ἀφοπλισμοῦ καί τῶν πυρηνικῶν δοκιμῶν, ὡς καί αἱ γενικώτεραι σχέσεις μεταξύ τῶν δύο χωρῶν. Οἱ ἐπίσημοι κύκλοι τονίζουν ὅτι τό ἔργον εἶναι δύσκολον καί ἀπαιτεῖ μεγάλην προσοχήν. (617, 490, 799, 628)
iraq-row (1182, 92, 1562, 249)
boxed-story (419, 1038, 612, 1087)
headline-typhoons: ΤΥΦΩΝΕΣ ΠΡΟΕΚΑΛΕΣΑΝ ΣΟΒΑΡΑΣ ΚΑΤΑΣΤΡΟΦΑΣ ΕΙΣ ΧΟΝΟΛΟΥΛΟΥ, ΧΑΒΑΪ ΚΑΙ ΕΙΣ ΤΗΝ ΙΑΠΩΝΙΑΝ (1189, 861, 1555, 909)
dateline: ΝΕΑ ΥΟΡΚΗ, 7. (Ασσ. Πρέσσ.) — (419, 385, 606, 396)
article-body (1000, 1290, 1176, 1369)
article-text: Ὁ ἐφοπλιστής κ. Ὠνάσης ἐδήλωσεν ὅτι θά θέση τήν θαλαμηγόν του εἰς τήν διάθεσιν τοῦ Ἀρχιεπισκόπου καί τοῦ ἀντιπροέδρου τῆς Κύπρου κατά τήν ἐπίσκεψίν των εἰς τήν Ἑλλάδα. Αἱ συνομιλίαι συνεχίζονται ὑπό πνεῦμα πλήρους κατανοήσεως μεταξύ τῶν ἐνδιαφερομένων μερῶν, αἱ δέ ἀρμόδιαι ὑπηρεσίαι μελετοῦν τάς λεπτομερείας τοῦ προγράμματος τῆς ἐπισκέψεως. Κατά τάς πληροφορίας, ἡ ἐπίσκεψις θά πραγματοποιηθῇ ἐντός τῶν προσεχῶν ἑβδομάδων, μετά τό πέρας τῶν ἐργασιῶν τῆς μικτῆς ἐπιτροπῆς, ἡ ὁποία ἐξετάζει τά ζητήματα τῆς μεταβατικῆς περιόδου. (1182, 673, 1368, 820)
continuation-note: ΣΥΝΕΧΕΙΑ ΕΚ ΤΗΣ 1ης ΣΕΛΙΔΟΣ — (82, 1042, 207, 1064)
headline-soldiers: ΑΜΕΡΙΚΑΝΟΙ ΣΤΡΑΤΙΩΤΑΙ ΕΚ ΤΗΣ ΑΝΑΤ. ΓΕΡΜΑΝΙΑΣ (1000, 1377, 1176, 1401)
article-text: Ὁ ἐφοπλιστής κ. Ὠνάσης ἐδήλωσεν ὅτι θά θέση τήν θαλαμηγόν του εἰς τήν διάθεσιν τοῦ Ἀρχιεπισκόπου καί τοῦ ἀντιπροέδρου τῆς Κύπρου κατά τήν ἐπίσκεψίν των εἰς τήν Ἑλλάδα. Αἱ συνομιλίαι συνεχίζονται ὑπό πνεῦμα πλήρους κατανοήσεως μεταξύ τῶν ἐνδιαφερομένων μερῶν, αἱ δέ ἀρμόδιαι ὑπηρεσίαι μελετοῦν τάς λεπτομερείας τοῦ προγράμματος τῆς ἐπισκέψεως. Κατά τάς πληροφορίας, ἡ ἐπίσκεψις θά πραγματοποιηθῇ ἐντός τῶν προσεχῶν ἑβδομάδων, μετά τό πέρας τῶν ἐργασιῶν τῆς μικτῆς ἐπιτροπῆς, ἡ ὁποία ἐξετάζει τά ζητήματα τῆς μεταβατικῆς περιόδου. (215, 251, 414, 379)
article-text: Αἱ εἰδήσεις αἱ ὁποῖαι φθάνουν ἐκ τῶν ἐπαρχιῶν ἀναφέρουν ὅτι ἡ κατάστασις ἐξελίσσεται ὁμαλῶς καί ὅτι αἱ ἀρχαί ἔχουν πλήρη ἔλεγχον. Οἱ κάτοικοι ἐπανῆλθον εἰς τάς ἐργασίας των, αἱ δέ συγκοινωνίαι λειτουργοῦν κανονικῶς. Ἐπισήμως ἀνεκοινώθη ὅτι δέν ὑπάρχουν θύματα. (805, 977, 986, 1056)
article-text: Αἱ εἰδήσεις αἱ ὁποῖαι φθάνουν ἐκ τῶν ἐπαρχιῶν ἀναφέρουν ὅτι ἡ κατάστασις ἐξελίσσεται ὁμαλῶς καί ὅτι αἱ ἀρχαί ἔχουν πλήρη ἔλεγχον. Οἱ κάτοικοι ἐπανῆλθον εἰς τάς ἐργασίας των, αἱ δέ συγκοινωνίαι λειτουργοῦν κανονικῶς. Ἐπισήμως ἀνεκοινώθη ὅτι δέν ὑπάρχουν θύματα. (8, 1285, 207, 1355)
lower-row (617, 801, 1176, 1514)
dateline: Ο ΦΡΑΝΣΙΣΚΟ, 7. (Ασσ. Πρέσσ.) — (1182, 1060, 1368, 1081)
headline-trujillo: Ο ΤΡΟΥΧΙΛΛΟ ΜΟΝΙΜΟΣ ΑΙΤΙΑ ΑΝΑΤΑΡΑΞΗΣ ΕΙΣ ΤΗΝ ΚΑΡΑΪΒΙΚΗΝ (426, 649, 605, 687)
divider (419, 891, 612, 892)
article-body (8, 891, 414, 989)
article-body (419, 134, 612, 214)
divider (1182, 1221, 1562, 1223)
dateline: ΚΑΪΡΟΝ, 7. (Ρώυτερ) — (1000, 828, 1116, 839)
dateline: ΜΠΑΛΑΒΡ, Σευτία, 7. (Αθην. Πρακτ.) — (419, 1785, 612, 1807)
article-text: Κατά τό πρόγραμμα τό ὁποῖον ἀνεκοινώθη σήμερον, ὁ ὑψηλός ἐπισκέπτης θά ἐπισκεφθῇ διάφορα βιομηχανικά κέντρα καί ἀγροκτήματα, θά συνομιλήσῃ μετ' ἐργατῶν καί θά παραστῇ εἰς ἐπισήμους δεξιώσεις. Αἱ ἀρχαί ἔλαβον ἔκτακτα μέτρα ἀσφαλείας καθ' ὅλην τήν διαδρομήν. (1182, 1137, 1368, 1216)
article-text: Αἱ ἀρμόδιαι ὑπηρεσίαι τοῦ ὑπουργείου ἀπεφάσισαν τήν σύστασιν δύο ἐπιτροπῶν, αἱ ὁποῖαι θά μελετήσουν τό ζήτημα ἐξ ὅλων τῶν πλευρῶν καί θά ὑποβάλουν τά πορίσματά των ἐντός τοῦ μηνός. Εἰς τάς ἐπιτροπάς θά μετέχουν ἐκπρόσωποι τῶν ἐνδιαφερομένων ὀργανώσεων καί εἰδικοί τεχνικοί σύμβουλοι, ὥστε ἡ λύσις νά εἶναι ἱκανοποιητική διά τό καταναλωτικόν κοινόν. (8, 767, 249, 845)
dateline: ΛΕΥΚΩΣΙΑ, 7. (Ασσ. Πρέσσ.) — (8, 257, 207, 278)
article-text: Ὁ Πρόεδρος τῶν Ἡνωμένων Πολιτειῶν ἐπέρασε ὁλόκληρον τήν ἡμέραν μελετῶν τά ὑπομνήματα τά ὁποῖα τοῦ ὑπέβαλον οἱ ἁρμόδιοι σύμβουλοί του, ἐν ὄψει τῶν συνομιλιῶν αἱ ὁποῖαι θά διεξαχθοῦν κατά τήν προσεχῆ ἐπίσκεψιν τοῦ Σοβιετικοῦ πρωθυπουργοῦ. Κατά τάς πληροφορίας, θά ἐξετασθοῦν τά ζητήματα τοῦ Βερολίνου, τοῦ ἀφοπλισμοῦ καί τῶν πυρηνικῶν δοκιμῶν, ὡς καί αἱ γενικώτεραι σχέσεις μεταξύ τῶν δύο χωρῶν. Οἱ ἐπίσημοι κύκλοι τονίζουν ὅτι τό ἔργον εἶναι δύσκολον καί ἀπαιτεῖ μεγάλην προσοχήν. (1182, 527, 1562, 597)
headline-paintings: ΑΓΝΩΣΤΟΙ ΠΙΝΑΚΕΣ ΔΙΑΣΗΜΩΝ ΖΩΓΡΑΦΩΝ ΕΥΡΙΣΚΟΝΤΑΙ ΕΙΣ ΤΟ ΜΟΥΣΕΙΟΝ ΟΔΗΣΣΟΥ (1209, 1227, 1535, 1259)
headline-albania: ΠΡΟΣΕΓΓΙΣΙΣ ΣΗΜΕΙΟΥΤΑΙ ΜΕΤΑΞΥ ΑΛΒΑΝΙΑΣ ΚΑΙ ΓΙΟΥΓΚΟΣΛΑΒΙΑΣ (439, 521, 592, 560)
dateline: ΠΑΡΙΣΙΟΙ, 7. (Ασσ. Πρέσσ.) — (419, 1605, 575, 1615)
column-rule (613, 8, 614, 2321)
article-text: Ὁ ἐφοπλιστής κ. Ὠνάσης ἐδήλωσεν ὅτι θά θέση τήν θαλαμηγόν του εἰς τήν διάθεσιν τοῦ Ἀρχιεπισκόπου καί τοῦ ἀντιπροέδρου τῆς Κύπρου κατά τήν ἐπίσκεψίν των εἰς τήν Ἑλλάδα. Αἱ συνομιλίαι συνεχίζονται ὑπό πνεῦμα πλήρους κατανοήσεως μεταξύ τῶν ἐνδιαφερομένων μερῶν, αἱ δέ ἀρμόδιαι ὑπηρεσίαι μελετοῦν τάς λεπτομερείας τοῦ προγράμματος τῆς ἐπισκέψεως. Κατά τάς πληροφορίας, ἡ ἐπίσκεψις θά πραγματοποιηθῇ ἐντός τῶν προσεχῶν ἑβδομάδων, μετά τό πέρας τῶν ἐργασιῶν τῆς μικτῆς ἐπιτροπῆς, ἡ ὁποία ἐξετάζει τά ζητήματα τῆς μεταβατικῆς περιόδου. (8, 119, 207, 257)
article-text: Αἱ εἰδήσεις αἱ ὁποῖαι φθάνουν ἐκ τῶν ἐπαρχιῶν ἀναφέρουν ὅτι ἡ κατάστασις ἐξελίσσεται ὁμαλῶς καί ὅτι αἱ ἀρχαί ἔχουν πλήρη ἔλεγχον. Οἱ κάτοικοι ἐπανῆλθον εἰς τάς ἐργασίας των, αἱ δέ συγκοινωνίαι λειτουργοῦν κανονικῶς. Ἐπισήμως ἀνεκοινώθη ὅτι δέν ὑπάρχουν θύματα. (1000, 829, 1176, 908)
boxed-story (419, 1679, 612, 1711)
divider (1000, 1373, 1176, 1374)
article-text: Αἱ ἀρμόδιαι ὑπηρεσίαι τοῦ ὑπουργείου ἀπεφάσισαν τήν σύστασιν δύο ἐπιτροπῶν, αἱ ὁποῖαι θά μελετήσουν τό ζήτημα ἐξ ὅλων τῶν πλευρῶν καί θά ὑποβάλουν τά πορίσματά των ἐντός τοῦ μηνός. Εἰς τάς ἐπιτροπάς θά μετέχουν ἐκπρόσωποι τῶν ἐνδιαφερομένων ὀργανώσεων καί εἰδικοί τεχνικοί σύμβουλοι, ὥστε ἡ λύσις νά εἶναι ἱκανοποιητική διά τό καταναλωτικόν κοινόν. (806, 560, 988, 669)
dateline: ΑΘΗΝΑΙ, 7. — (8, 601, 87, 612)
divider (1000, 1246, 1176, 1247)
headline-father: ΕΙΣ ΗΛΙΚΙΑΝ 84 ΕΤΩΝ ΕΓΙΝΕΤΟ ΠΑΤΗΡ (425, 1040, 606, 1065)
